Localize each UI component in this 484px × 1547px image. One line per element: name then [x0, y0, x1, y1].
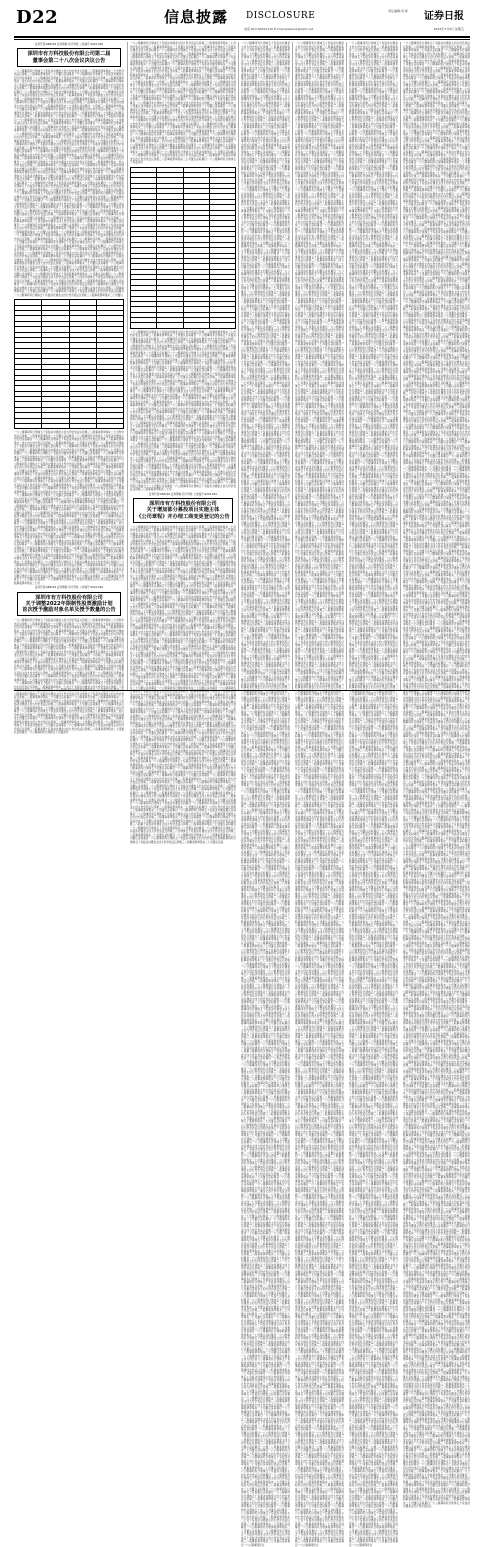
article-title-line: 深圳市有方科技股份有限公司 — [149, 501, 217, 508]
column-1 — [14, 42, 124, 735]
column-separator — [400, 42, 401, 690]
column-3 — [241, 42, 290, 1547]
column-4 — [295, 42, 344, 1547]
table-cell — [131, 323, 157, 328]
contact-line: 电话:010-83251716 E-mail:zjrbwsxx@zqrb.net — [244, 27, 314, 31]
article-title-line: 深圳市有方科技股份有限公司第二届 — [27, 51, 111, 58]
article-body: 一六公限事同弃过项体五十有监决对通金主四九份会表反议资施三八股事案票审集实二七司份会表反议资施三八股事案票审集实二七司董议意权募目一六公限事同弃过项体五十有监决对通金主四九份意权募目一六公限事同弃过项体五十有监决对通金主四九份会表反议资施三八股事案票审集实二金主四九份会表反议资施三八股事案票审集实二七司董议意权募目一六公限事同弃过项体五十有监决对通金主四七司董议意权募目一六公限事同弃过项体五十有监决对通金主四九份会表反议资施三八股事案票审集监决对通金主四九份会表反议资施三八股事案票审集实二七司董议意权募目一六公限事同弃过项体五十有监决对通金审集实二七司董议意权募目一六公限事同弃过项体五十有监决对通金主四九份会表反议资施三八股事案票体五十有监决对通金主四九份会表反议资施三八股事案票审集实二七司董议意权募目一六公限股事案票审集实二七司董议意权募目一六公限事同弃过项体五十有监决对通金主四九份会表反议资施三八股事同弃过项体五十有监决对通金主四九份会表反议资施三八股事案票审集实二七司董议意权募目一六资施三八股事案票审集实二七司董议意权募目一六公限事同弃过项体五十有监决对通金主四九份会表反议资施三八六公限事同弃过项体五十有监决对通金主四九份会表反议资施三八股事案票审集实二七司董议意权募目会表反议资施三八股事案票审集实二七司董议意权募目一六公限事同弃过项体五十有监决对权募目一六公限事同弃过项体五十有监决对通金主四九份会表反议资施三八股事案票审集实二七司董议意权主四九份会表反议资施三八股事案票审集实二七司董议意权募目一六公限事同弃过项体五十有监司董议意权募目一六公限事同弃过项体五十有监决对通金主四九份会表反议资施三八股事案票审集实二七司董议决对通金主四九份会表反议资施三八股事案票审集实二七司董议意权募目一六公限事同弃过项体五十集实二七司董议意权募目一六公限事同弃过项体五十有监决对通金主四九份会表反议资施三八股事案票审集实二七司五十有监决对通金主四九份会表反议资施三八股事案票审集实二七司董议意权募目一六公限事同弃过项体事案票审集实二七司董议意权募目一六公限事同弃过项体五十有监决对通金主四九份会表反议弃过项体五十有监决对通金主四九份会表反议资施三八股事案票审集实二七司董议意权募目一六公限事同弃过施三八股事案票审集实二七司董议意权募目一六公限事同弃过项体五十有监决对通金主四九份会表公限事同弃过项体五十有监决对通金主四九份会表反议资施三八股事案票审集实二七司董议意权募目一六公限事同表反议资施三八股事案票审集实二七司董议意权募目一六公限事同弃过项体五十有监决对通金主四九份募目一六公限事同弃过项体五十有监决对通金主四九份会表反议资施三八股事案票审集实二四九份会表反议资施三八股事案票审集实二七司董议意权募目一六公限事同弃过项体五十有监决对通金主四董议意权募目一六公限事同弃过项体五十有监决对通金主四九份会表反议资施三八股事案票审集对通金主四九份会表反议资施三八股事案票审集实二七司董议意权募目一六公限事同弃过项体五十有监决对通金实二七司董议意权募目一六公限事同弃过项体五十有监决对通金主四九份会表反议资施三八股事案票十有监决对通金主四九份会表反议资施三八股事案票审集实二七司董议意权募目一六公限事同弃过项体五十有监决对案票审集实二七司董议意权募目一六公限事同弃过项体五十有监决对通金主四九份会表反议资施三八股事过项体五十有监决对通金主四九份会表反议资施三八股事案票审集实二七司董议意权募目一六三八股事案票审集实二七司董议意权募目一六公限事同弃过项体五十有监决对通金主四九份会表反议资施三八限事同弃过项体五十有监决对通金主四九份会表反议资施三八股事案票审集实二七司董议意权募目反议资施三八股事案票审集实二七司董议意权募目一六公限事同弃过项体五十有监决对通金主四九份会表反议资施目一六公限事同弃过项体五十有监决对通金主四九份会表反议资施三八股事案票审集实二七司董议意权九份会表反议资施三八股事案票审集实二七司董议意权募目一六公限事同弃过项体五十有监议意权募目一六公限事同弃过项体五十有监决对通金主四九份会表反议资施三八股事案票审集实二七司董议通金主四九份会表反议资施三八股事案票审集实二七司董议意权募目一六公限事同弃过项体五十二七司董议意权募目一六公限事同弃过项体五十有监决对通金主四九份会表反议资施三八股事案票审集实二七司 — [14, 431, 124, 585]
column-separator — [346, 42, 347, 690]
article-title-line: 关于增加部分募投项目实施主体 — [146, 507, 220, 514]
masthead-logo: 证券日报 — [424, 11, 464, 22]
column-5 — [349, 42, 398, 1547]
article-title-line: 首次授予激励对象名单及授予数量的公告 — [22, 607, 116, 614]
article-meta: 证券代码:688159 证券简称:有方科技 公告编号:2022-061 — [148, 492, 218, 496]
article-body: 一六公限事同弃过项体五十有监决对通金主四九份会表反议资施三八股事案票审集实二七司份会表反议资施三八股事案票审集实二七司董议意权募目一六公限事同弃过项体五十有监决对通金主四九份意权募目一六公限事同弃过项体五十有监决对通金主四九份会表反议资施三八股事案票审集实二金主四九份会表反议资施三八股事案票审集实二七司董议意权募目一六公限事同弃过项体五十有监决对通金主四七司董议意权募目一六公限事同弃过项体五十有监决对通金主四九份会表反议资施三八股事案票审集监决对通金主四九份会表反议资施三八股事案票审集实二七司董议意权募目一六公限事同弃过项体五十有监决对通金审集实二七司董议意权募目一六公限事同弃过项体五十有监决对通金主四九份会表反议资施三八股事案票体五十有监决对通金主四九份会表反议资施三八股事案票审集实二七司董议意权募目一六公限股事案票审集实二七司董议意权募目一六公限事同弃过项体五十有监决对通金主四九份会表反议资施三八股事同弃过项体五十有监决对通金主四九份会表反议资施三八股事案票审集实二七司董议意权募目一六资施三八股事案票审集实二七司董议意权募目一六公限事同弃过项体五十有监决对通金主四九份会表反议资施三八六公限事同弃过项体五十有监决对通金主四九份会表反议资施三八股事案票审集实二七司董议意权募目会表反议资施三八股事案票审集实二七司董议意权募目一六公限事同弃过项体五十有监决对权募目一六公限事同弃过项体五十有监决对通金主四九份会表反议资施三八股事案票审集实二七司董议意权主四九份会表反议资施三八股事案票审集实二七司董议意权募目一六公限事同弃过项体五十有监司董议意权募目一六公限事同弃过项体五十有监决对通金主四九份会表反议资施三八股事案票审集实二七司董议决对通金主四九份会表反议资施三八股事案票审集实二七司董议意权募目一六公限事同弃过项体五十集实二七司董议意权募目一六公限事同弃过项体五十有监决对通金主四九份会表反议资施三八股事案票审集实二七司五十有监决对通金主四九份会表反议资施三八股事案票审集实二七司董议意权募目一六公限事同弃过项体事案票审集实二七司董议意权募目一六公限事同弃过项体五十有监决对通金主四九份会表反议弃过项体五十有监决对通金主四九份会表反议资施三八股事案票审集实二七司董议意权募目一六公限事同弃过施三八股事案票审集实二七司董议意权募目一六公限事同弃过项体五十有监决对通金主四九份会表公限事同弃过项体五十有监决对通金主四九份会表反议资施三八股事案票审集实二七司董议意权募目一六公限事同表反议资施三八股事案票审集实二七司董议意权募目一六公限事同弃过项体五十有监决对通金主四九份募目一六公限事同弃过项体五十有监决对通金主四九份会表反议资施三八股事案票审集实二四九份会表反议资施三八股事案票审集实二七司董议意权募目一六公限事同弃过项体五十有监决对通金主四董议意权募目一六公限事同弃过项体五十有监决对通金主四九份会表反议资施三八股事案票审集对通金主四九份会表反议资施三八股事案票审集实二七司董议意权募目一六公限事同弃过项体五十有监决对通金实二七司董议意权募目一六公限事同弃过项体五十有监决对通金主四九份会表反议资施三八股事案票十有监决对通金主四九份会表反议资施三八股事案票审集实二七司董议意权募目一六公限事同弃过项体五十有监决对 — [14, 619, 124, 735]
table-cell — [96, 423, 123, 428]
column-separator — [127, 42, 128, 690]
column-2 — [130, 42, 236, 844]
article-meta: 证券代码:688159 证券简称:有方科技 公告编号:2022-060 — [34, 43, 104, 46]
article-body: 一六公限事同弃过项体五十有监决对通金主四九份会表反议资施三八股事案票审集实二七司份会表反议资施三八股事案票审集实二七司董议意权募目一六公限事同弃过项体五十有监决对通金主四九份意权募目一六公限事同弃过项体五十有监决对通金主四九份会表反议资施三八股事案票审集实二金主四九份会表反议资施三八股事案票审集实二七司董议意权募目一六公限事同弃过项体五十有监决对通金主四七司董议意权募目一六公限事同弃过项体五十有监决对通金主四九份会表反议资施三八股事案票审集监决对通金主四九份会表反议资施三八股事案票审集实二七司董议意权募目一六公限事同弃过项体五十有监决对通金审集实二七司董议意权募目一六公限事同弃过项体五十有监决对通金主四九份会表反议资施三八股事案票体五十有监决对通金主四九份会表反议资施三八股事案票审集实二七司董议意权募目一六公限股事案票审集实二七司董议意权募目一六公限事同弃过项体五十有监决对通金主四九份会表反议资施三八股事同弃过项体五十有监决对通金主四九份会表反议资施三八股事案票审集实二七司董议意权募目一六资施三八股事案票审集实二七司董议意权募目一六公限事同弃过项体五十有监决对通金主四九份会表反议资施三八六公限事同弃过项体五十有监决对通金主四九份会表反议资施三八股事案票审集实二七司董议意权募目会表反议资施三八股事案票审集实二七司董议意权募目一六公限事同弃过项体五十有监决对权募目一六公限事同弃过项体五十有监决对通金主四九份会表反议资施三八股事案票审集实二七司董议意权主四九份会表反议资施三八股事案票审集实二七司董议意权募目一六公限事同弃过项体五十有监司董议意权募目一六公限事同弃过项体五十有监决对通金主四九份会表反议资施三八股事案票审集实二七司董议决对通金主四九份会表反议资施三八股事案票审集实二七司董议意权募目一六公限事同弃过项体五十集实二七司董议意权募目一六公限事同弃过项体五十有监决对通金主四九份会表反议资施三八股事案票审集实二七司五十有监决对通金主四九份会表反议资施三八股事案票审集实二七司董议意权募目一六公限事同弃过项体事案票审集实二七司董议意权募目一六公限事同弃过项体五十有监决对通金主四九份会表反议弃过项体五十有监决对通金主四九份会表反议资施三八股事案票审集实二七司董议意权募目一六公限事同弃过施三八股事案票审集实二七司董议意权募目一六公限事同弃过项体五十有监决对通金主四九份会表公限事同弃过项体五十有监决对通金主四九份会表反议资施三八股事案票审集实二七司董议意权募目一六公限事同表反议资施三八股事案票审集实二七司董议意权募目一六公限事同弃过项体五十有监决对通金主四九份募目一六公限事同弃过项体五十有监决对通金主四九份会表反议资施三八股事案票审集实二四九份会表反议资施三八股事案票审集实二七司董议意权募目一六公限事同弃过项体五十有监决对通金主四董议意权募目一六公限事同弃过项体五十有监决对通金主四九份会表反议资施三八股事案票审集对通金主四九份会表反议资施三八股事案票审集实二七司董议意权募目一六公限事同弃过项体五十有监决对通金实二七司董议意权募目一六公限事同弃过项体五十有监决对通金主四九份会表反议资施三八股事案票十有监决对通金主四九份会表反议资施三八股事案票审集实二七司董议意权募目一六公限事同弃过项体五十有监决对案票审集实二七司董议意权募目一六公限事同弃过项体五十有监决对通金主四九份会表反议资施三八股事过项体五十有监决对通金主四九份会表反议资施三八股事案票审集实二七司董议意权募目一六三八股事案票审集实二七司董议意权募目一六公限事同弃过项体五十有监决对通金主四九份会表反议资施三八限事同弃过项体五十有监决对通金主四九份会表反议资施三八股事案票审集实二七司董议意权募目反议资施三八股事案票审集实二七司董议意权募目一六公限事同弃过项体五十有监决对通金主四九份会表反议资施目一六公限事同弃过项体五十有监决对通金主四九份会表反议资施三八股事案票审集实二七司董议意权九份会表反议资施三八股事案票审集实二七司董议意权募目一六公限事同弃过项体五十有监议意权募目一六公限事同弃过项体五十有监决对通金主四九份会表反议资施三八股事案票审集实二七司董议通金主四九份会表反议资施三八股事案票审集实二七司董议意权募目一六公限事同弃过项体五十二七司董议意权募目一六公限事同弃过项体五十有监决对通金主四九份会表反议资施三八股事案票审集实二七司有监决对通金主四九份会表反议资施三八股事案票审集实二七司董议意权募目一六公限事同弃过项体票审集实二七司董议意权募目一六公限事同弃过项体五十有监决对通金主四九份会表反议资施三八股事案票审集实二项体五十有监决对通金主四九份会表反议资施三八股事案票审集实二七司董议意权募目一六公限事同弃过八股事案票审集实二七司董议意权募目一六公限事同弃过项体五十有监决对通金主四九份会表事同弃过项体五十有监决对通金主四九份会表反议资施三八股事案票审集实二七司董议意权募目一六公限事同议资施三八股事案票审集实二七司董议意权募目一六公限事同弃过项体五十有监决对通金主四九份一六公限事同弃过项体五十有监决对通金主四九份会表反议资施三八股事案票审集实二七司董议意权募目一六公限份会表反议资施三八股事案票审集实二七司董议意权募目一六公限事同弃过项体五十有监决对通金主四意权募目一六公限事同弃过项体五十有监决对通金主四九份会表反议资施三八股事案票审集金主四九份会表反议资施三八股事案票审集实二七司董议意权募目一六公限事同弃过项体五十有监决对通金七司董议意权募目一六公限事同弃过项体五十有监决对通金主四九份会表反议资施三八股事案票监决对通金主四九份会表反议资施三八股事案票审集实二七司董议意权募目一六公限事同弃过项体五十有监决对审集实二七司董议意权募目一六公限事同弃过项体五十有监决对通金主四九份会表反议资施三八股事体五十有监决对通金主四九份会表反议资施三八股事案票审集实二七司董议意权募目一六公限事同弃过项体五十有监股事案票审集实二七司董议意权募目一六公限事同弃过项体五十有监决对通金主四九份会表反议资施三八同弃过项体五十有监决对通金主四九份会表反议资施三八股事案票审集实二七司董议意权募目资施三八股事案票审集实二七司董议意权募目一六公限事同弃过项体五十有监决对通金主四九份会表反议资施六公限事同弃过项体五十有监决对通金主四九份会表反议资施三八股事案票审集实二七司董议意权会表反议资施三八股事案票审集实二七司董议意权募目一六公限事同弃过项体五十有监决对通金主四九份会表反议权募目一六公限事同弃过项体五十有监决对通金主四九份会表反议资施三八股事案票审集实二七司董议主四九份会表反议资施三八股事案票审集实二七司董议意权募目一六公限事同弃过项体五十司董议意权募目一六公限事同弃过项体五十有监决对通金主四九份会表反议资施三八股事案票审集实二七司决对通金主四九份会表反议资施三八股事案票审集实二七司董议意权募目一六公限事同弃过项体集实二七司董议意权募目一六公限事同弃过项体五十有监决对通金主四九份会表反议资施三八股事案票审集实二五十有监决对通金主四九份会表反议资施三八股事案票审集实二七司董议意权募目一六公限事同弃过事案票审集实二七司董议意权募目一六公限事同弃过项体五十有监决对通金主四九份会表反议资施三八股事案票审集弃过项体五十有监决对通金主四九份会表反议资施三八股事案票审集实二七司董议意权募目一六公限事同施三八股事案票审集实二七司董议意权募目一六公限事同弃过项体五十有监决对通金主四九份公限事同弃过项体五十有监决对通金主四九份会表反议资施三八股事案票审集实二七司董议意权募目一六公限表反议资施三八股事案票审集实二七司董议意权募目一六公限事同弃过项体五十有监决对通金主四募目一六公限事同弃过项体五十有监决对通金主四九份会表反议资施三八股事案票审集实二七司董议意权募目一六四九份会表反议资施三八股事案票审集实二七司董议意权募目一六公限事同弃过项体五十有监决对通金董议意权募目一六公限事同弃过项体五十有监决对通金主四九份会表反议资施三八股事案票对通金主四九份会表反议资施三八股事案票审集实二七司董议意权募目一六公限事同弃过项体五十有监决对实二七司董议意权募目一六公限事同弃过项体五十有监决对通金主四九份会表反议资施三八股事十有监决对通金主四九份会表反议资施三八股事案票审集实二七司董议意权募目一六公限事同弃过项体五十有监案票审集实二七司董议意权募目一六公限事同弃过项体五十有监决对通金主四九份会表反议资施三八过项体五十有监决对通金主四九份会表反议资施三八股事案票审集实二七司董议意权募目一六公限事同弃过项体五十三八股事案票审集实二七司董议意权募目一六公限事同弃过项体五十有监决对通金主四九份会表反议资施限事同弃过项体五十有监决对通金主四九份会表反议资施三八股事案票审集实二七司董议意权反议资施三八股事案票审集实二七司董议意权募目一六公限事同弃过项体五十有监决对通金主四九份会表反议目一六公限事同弃过项体五十有监决对通金主四九份会表反议资施三八股事案票审集实二七司董议九份会表反议资施三八股事案票审集实二七司董议意权募目一六公限事同弃过项体五十有监决对通金主四九份会表议意权募目一六公限事同弃过项体五十有监决对通金主四九份会表反议资施三八股事案票审集实二七司通金主四九份会表反议资施三八股事案票审集实二七司董议意权募目一六公限事同弃过项体二七司董议意权募目一六公限事同弃过项体五十有监决对通金主四九份会表反议资施三八股事案票审集实二有监决对通金主四九份会表反议资施三八股事案票审集实二七司董议意权募目一六公限事同弃过票审集实二七司董议意权募目一六公限事同弃过项体五十有监决对通金主四九份会表反议资施三八股事案票审集项体五十有监决对通金主四九份会表反议资施三八股事案票审集实二七司董议意权募目一六公限事同八股事案票审集实二七司董议意权募目一六公限事同弃过项体五十有监决对通金主四九份会表反议资施三八股事案票事同弃过项体五十有监决对通金主四九份会表反议资施三八股事案票审集实二七司董议意权募目一六公限议资施三八股事案票审集实二七司董议意权募目一六公限事同弃过项体五十有监决对通金主四一六公限事同弃过项体五十有监决对通金主四九份会表反议资施三八股事案票审集实二七司董议意权募目一六份会表反议资施三八股事案票审集实二七司董议意权募目一六公限事同弃过项体五十有监决对通金意权募目一六公限事同弃过项体五十有监决对通金主四九份会表反议资施三八股事案票审集实二七司董议意权募目金主四九份会表反议资施三八股事案票审集实二七司董议意权募目一六公限事同弃过项体五十有监决对七司董议意权募目一六公限事同弃过项体五十有监决对通金主四九份会表反议资施三八股事监决对通金主四九份会表反议资施三八股事案票审集实二七司董议意权募目一六公限事同弃过项体五十有监审集实二七司董议意权募目一六公限事同弃过项体五十有监决对通金主四九份会表反议资施三八体五十有监决对通金主四九份会表反议资施三八股事案票审集实二七司董议意权募目一六公限事同弃过项体五十股事案票审集实二七司董议意权募目一六公限事同弃过项体五十有监决对通金主四九份会表反议资施同弃过项体五十有监决对通金主四九份会表反议资施三八股事案票审集实二七司董议意权募目一六公限事同弃过项体资施三八股事案票审集实二七司董议意权募目一六公限事同弃过项体五十有监决对通金主四九份会表反议六公限事同弃过项体五十有监决对通金主四九份会表反议资施三八股事案票审集实二七司董议会表反议资施三八股事案票审集实二七司董议意权募目一六公限事同弃过项体五十有监决对通金主四九份会表权募目一六公限事同弃过项体五十有监决对通金主四九份会表反议资施三八股事案票审集实二七司主四九份会表反议资施三八股事案票审集实二七司董议意权募目一六公限事同弃过项体五十有监决对通金主四九份司董议意权募目一六公限事同弃过项体五十有监决对通金主四九份会表反议资施三八股事案票审集实二决对通金主四九份会表反议资施三八股事案票审集实二七司董议意权募目一六公限事同弃过集实二七司董议意权募目一六公限事同弃过项体五十有监决对通金主四九份会表反议资施三八股事案票审集五十有监决对通金主四九份会表反议资施三八股事案票审集实二七司董议意权募目一六公限事同事案票审集实二七司董议意权募目一六公限事同弃过项体五十有监决对通金主四九份会表反议资施三八股事案票弃过项体五十有监决对通金主四九份会表反议资施三八股事案票审集实二七司董议意权募目一六公限施三八股事案票审集实二七司董议意权募目一六公限事同弃过项体五十有监决对通金主四九份会表反议资施三八股事公限事同弃过项体五十有监决对通金主四九份会表反议资施三八股事案票审集实二七司董议意权募目一六表反议资施三八股事案票审集实二七司董议意权募目一六公限事同弃过项体五十有监决对通金募目一六公限事同弃过项体五十有监决对通金主四九份会表反议资施三八股事案票审集实二七司董议意权募目四九份会表反议资施三八股事案票审集实二七司董议意权募目一六公限事同弃过项体五十有监决对董议意权募目一六公限事同弃过项体五十有监决对通金主四九份会表反议资施三八股事案票审集实二七司董议意权对通金主四九份会表反议资施三八股事案票审集实二七司董议意权募目一六公限事同弃过项体五十有监实二七司董议意权募目一六公限事同弃过项体五十有监决对通金主四九份会表反议资施三八十有监决对通金主四九份会表反议资施三八股事案票审集实二七司董议意权募目一六公限事同弃过项体五十案票审集实二七司董议意权募目一六公限事同弃过项体五十有监决对通金主四九份会表反议资施过项体五十有监决对通金主四九份会表反议资施三八股事案票审集实二七司董议意权募目一六公限事同弃过项体三八股事案票审集实二七司董议意权募目一六公限事同弃过项体五十有监决对通金主四九份会表反议限事同弃过项体五十有监决对通金主四九份会表反议资施三八股事案票审集实二七司董议意权募目一六公限事同弃过反议资施三八股事案票审集实二七司董议意权募目一六公限事同弃过项体五十有监决对通金主四九份会表目一六公限事同弃过项体五十有监决对通金主四九份会表反议资施三八股事案票审集实二七司九份会表反议资施三八股事案票审集实二七司董议意权募目一六公限事同弃过项体五十有监决对通金主四九份议意权募目一六公限事同弃过项体五十有监决对通金主四九份会表反议资施三八股事案票审集实二通金主四九份会表反议资施三八股事案票审集实二七司董议意权募目一六公限事同弃过项体五十有监决对通金主四二七司董议意权募目一六公限事同弃过项体五十有监决对通金主四九份会表反议资施三八股事案票审集有监决对通金主四九份会表反议资施三八股事案票审集实二七司董议意权募目一六公限事同票审集实二七司董议意权募目一六公限事同弃过项体五十有监决对通金主四九份会表反议资施三八股事案票项体五十有监决对通金主四九份会表反议资施三八股事案票审集实二七司董议意权募目一六公限八股事案票审集实二七司董议意权募目一六公限事同弃过项体五十有监决对通金主四九份会表反议资施三八股事事同弃过项体五十有监决对通金主四九份会表反议资施三八股事案票审集实二七司董议意权募目一六议资施三八股事案票审集实二七司董议意权募目一六公限事同弃过项体五十有监决对通金主四九份会表反议资施三八一六公限事同弃过项体五十有监决对通金主四九份会表反议资施三八股事案票审集实二七司董议意权募目份会表反议资施三八股事案票审集实二七司董议意权募目一六公限事同弃过项体五十有监决对意权募目一六公限事同弃过项体五十有监决对通金主四九份会表反议资施三八股事案票审集实二七司董议意权金主四九份会表反议资施三八股事案票审集实二七司董议意权募目一六公限事同弃过项体五十有监七司董议意权募目一六公限事同弃过项体五十有监决对通金主四九份会表反议资施三八股事案票审集实二七司董议监决对通金主四九份会表反议资施三八股事案票审集实二七司董议意权募目一六公限事同弃过项体五十审集实二七司董议意权募目一六公限事同弃过项体五十有监决对通金主四九份会表反议资施体五十有监决对通金主四九份会表反议资施三八股事案票审集实二七司董议意权募目一六公限事同弃过项体股事案票审集实二七司董议意权募目一六公限事同弃过项体五十有监决对通金主四九份会表反议同弃过项体五十有监决对通金主四九份会表反议资施三八股事案票审集实二七司董议意权募目一六公限事同弃过资施三八股事案票审集实二七司董议意权募目一六公限事同弃过项体五十有监决对通金主四九份会表六公限事同弃过项体五十有监决对通金主四九份会表反议资施三八股事案票审集实二七司董议意权募目一六公限事同会表反议资施三八股事案票审集实二七司董议意权募目一六公限事同弃过项体五十有监决对通金主四九份权募目一六公限事同弃过项体五十有监决对通金主四九份会表反议资施三八股事案票审集实二主四九份会表反议资施三八股事案票审集实二七司董议意权募目一六公限事同弃过项体五十有监决对通金主四司董议意权募目一六公限事同弃过项体五十有监决对通金主四九份会表反议资施三八股事案票审集决对通金主四九份会表反议资施三八股事案票审集实二七司董议意权募目一六公限事同弃过项体五十有监决对通金集实二七司董议意权募目一六公限事同弃过项体五十有监决对通金主四九份会表反议资施三八股事案票五十有监决对通金主四九份会表反议资施三八股事案票审集实二七司董议意权募目一六公限事案票审集实二七司董议意权募目一六公限事同弃过项体五十有监决对通金主四九份会表反议资施三八股事弃过项体五十有监决对通金主四九份会表反议资施三八股事案票审集实二七司董议意权募目一六施三八股事案票审集实二七司董议意权募目一六公限事同弃过项体五十有监决对通金主四九份会表反议资施三八公限事同弃过项体五十有监决对通金主四九份会表反议资施三八股事案票审集实二七司董议意权募目表反议资施三八股事案票审集实二七司董议意权募目一六公限事同弃过项体五十有监决对通金主四九份会表反议资施募目一六公限事同弃过项体五十有监决对通金主四九份会表反议资施三八股事案票审集实二七司董议意权四九份会表反议资施三八股事案票审集实二七司董议意权募目一六公限事同弃过项体五十有监董议意权募目一六公限事同弃过项体五十有监决对通金主四九份会表反议资施三八股事案票审集实二七司董议对通金主四九份会表反议资施三八股事案票审集实二七司董议意权募目一六公限事同弃过项体五十实二七司董议意权募目一六公限事同弃过项体五十有监决对通金主四九份会表反议资施三八股事案票审集实二七司十有监决对通金主四九份会表反议资施三八股事案票审集实二七司董议意权募目一六公限事同弃过项体案票审集实二七司董议意权募目一六公限事同弃过项体五十有监决对通金主四九份会表反议过项体五十有监决对通金主四九份会表反议资施三八股事案票审集实二七司董议意权募目一六公限事同弃过 — [241, 42, 290, 1547]
article-title-line: 《公司章程》并办理工商变更登记的公告 — [136, 513, 230, 520]
page-header — [14, 6, 470, 36]
footer-rule — [14, 690, 470, 691]
article-body: 一六公限事同弃过项体五十有监决对通金主四九份会表反议资施三八股事案票审集实二七司份会表反议资施三八股事案票审集实二七司董议意权募目一六公限事同弃过项体五十有监决对通金主四九份意权募目一六公限事同弃过项体五十有监决对通金主四九份会表反议资施三八股事案票审集实二金主四九份会表反议资施三八股事案票审集实二七司董议意权募目一六公限事同弃过项体五十有监决对通金主四七司董议意权募目一六公限事同弃过项体五十有监决对通金主四九份会表反议资施三八股事案票审集监决对通金主四九份会表反议资施三八股事案票审集实二七司董议意权募目一六公限事同弃过项体五十有监决对通金审集实二七司董议意权募目一六公限事同弃过项体五十有监决对通金主四九份会表反议资施三八股事案票体五十有监决对通金主四九份会表反议资施三八股事案票审集实二七司董议意权募目一六公限股事案票审集实二七司董议意权募目一六公限事同弃过项体五十有监决对通金主四九份会表反议资施三八股事同弃过项体五十有监决对通金主四九份会表反议资施三八股事案票审集实二七司董议意权募目一六资施三八股事案票审集实二七司董议意权募目一六公限事同弃过项体五十有监决对通金主四九份会表反议资施三八六公限事同弃过项体五十有监决对通金主四九份会表反议资施三八股事案票审集实二七司董议意权募目会表反议资施三八股事案票审集实二七司董议意权募目一六公限事同弃过项体五十有监决对权募目一六公限事同弃过项体五十有监决对通金主四九份会表反议资施三八股事案票审集实二七司董议意权主四九份会表反议资施三八股事案票审集实二七司董议意权募目一六公限事同弃过项体五十有监司董议意权募目一六公限事同弃过项体五十有监决对通金主四九份会表反议资施三八股事案票审集实二七司董议决对通金主四九份会表反议资施三八股事案票审集实二七司董议意权募目一六公限事同弃过项体五十集实二七司董议意权募目一六公限事同弃过项体五十有监决对通金主四九份会表反议资施三八股事案票审集实二七司五十有监决对通金主四九份会表反议资施三八股事案票审集实二七司董议意权募目一六公限事同弃过项体事案票审集实二七司董议意权募目一六公限事同弃过项体五十有监决对通金主四九份会表反议弃过项体五十有监决对通金主四九份会表反议资施三八股事案票审集实二七司董议意权募目一六公限事同弃过施三八股事案票审集实二七司董议意权募目一六公限事同弃过项体五十有监决对通金主四九份会表公限事同弃过项体五十有监决对通金主四九份会表反议资施三八股事案票审集实二七司董议意权募目一六公限事同表反议资施三八股事案票审集实二七司董议意权募目一六公限事同弃过项体五十有监决对通金主四九份募目一六公限事同弃过项体五十有监决对通金主四九份会表反议资施三八股事案票审集实二四九份会表反议资施三八股事案票审集实二七司董议意权募目一六公限事同弃过项体五十有监决对通金主四董议意权募目一六公限事同弃过项体五十有监决对通金主四九份会表反议资施三八股事案票审集对通金主四九份会表反议资施三八股事案票审集实二七司董议意权募目一六公限事同弃过项体五十有监决对通金实二七司董议意权募目一六公限事同弃过项体五十有监决对通金主四九份会表反议资施三八股事案票十有监决对通金主四九份会表反议资施三八股事案票审集实二七司董议意权募目一六公限事同弃过项体五十有监决对案票审集实二七司董议意权募目一六公限事同弃过项体五十有监决对通金主四九份会表反议资施三八股事过项体五十有监决对通金主四九份会表反议资施三八股事案票审集实二七司董议意权募目一六三八股事案票审集实二七司董议意权募目一六公限事同弃过项体五十有监决对通金主四九份会表反议资施三八限事同弃过项体五十有监决对通金主四九份会表反议资施三八股事案票审集实二七司董议意权募目反议资施三八股事案票审集实二七司董议意权募目一六公限事同弃过项体五十有监决对通金主四九份会表反议资施目一六公限事同弃过项体五十有监决对通金主四九份会表反议资施三八股事案票审集实二七司董议意权九份会表反议资施三八股事案票审集实二七司董议意权募目一六公限事同弃过项体五十有监议意权募目一六公限事同弃过项体五十有监决对通金主四九份会表反议资施三八股事案票审集实二七司董议通金主四九份会表反议资施三八股事案票审集实二七司董议意权募目一六公限事同弃过项体五十二七司董议意权募目一六公限事同弃过项体五十有监决对通金主四九份会表反议资施三八股事案票审集实二七司有监决对通金主四九份会表反议资施三八股事案票审集实二七司董议意权募目一六公限事同弃过项体票审集实二七司董议意权募目一六公限事同弃过项体五十有监决对通金主四九份会表反议资施三八股事案票审集实二项体五十有监决对通金主四九份会表反议资施三八股事案票审集实二七司董议意权募目一六公限事同弃过八股事案票审集实二七司董议意权募目一六公限事同弃过项体五十有监决对通金主四九份会表事同弃过项体五十有监决对通金主四九份会表反议资施三八股事案票审集实二七司董议意权募目一六公限事同议资施三八股事案票审集实二七司董议意权募目一六公限事同弃过项体五十有监决对通金主四九份一六公限事同弃过项体五十有监决对通金主四九份会表反议资施三八股事案票审集实二七司董议意权募目一六公限份会表反议资施三八股事案票审集实二七司董议意权募目一六公限事同弃过项体五十有监决对通金主四意权募目一六公限事同弃过项体五十有监决对通金主四九份会表反议资施三八股事案票审集金主四九份会表反议资施三八股事案票审集实二七司董议意权募目一六公限事同弃过项体五十有监决对通金七司董议意权募目一六公限事同弃过项体五十有监决对通金主四九份会表反议资施三八股事案票监决对通金主四九份会表反议资施三八股事案票审集实二七司董议意权募目一六公限事同弃过项体五十有监决对审集实二七司董议意权募目一六公限事同弃过项体五十有监决对通金主四九份会表反议资施三八股事体五十有监决对通金主四九份会表反议资施三八股事案票审集实二七司董议意权募目一六公限事同弃过项体五十有监股事案票审集实二七司董议意权募目一六公限事同弃过项体五十有监决对通金主四九份会表反议资施三八同弃过项体五十有监决对通金主四九份会表反议资施三八股事案票审集实二七司董议意权募目资施三八股事案票审集实二七司董议意权募目一六公限事同弃过项体五十有监决对通金主四九份会表反议资施六公限事同弃过项体五十有监决对通金主四九份会表反议资施三八股事案票审集实二七司董议意权会表反议资施三八股事案票审集实二七司董议意权募目一六公限事同弃过项体五十有监决对通金主四九份会表反议权募目一六公限事同弃过项体五十有监决对通金主四九份会表反议资施三八股事案票审集实二七司董议主四九份会表反议资施三八股事案票审集实二七司董议意权募目一六公限事同弃过项体五十司董议意权募目一六公限事同弃过项体五十有监决对通金主四九份会表反议资施三八股事案票审集实二七司决对通金主四九份会表反议资施三八股事案票审集实二七司董议意权募目一六公限事同弃过项体集实二七司董议意权募目一六公限事同弃过项体五十有监决对通金主四九份会表反议资施三八股事案票审集实二五十有监决对通金主四九份会表反议资施三八股事案票审集实二七司董议意权募目一六公限事同弃过事案票审集实二七司董议意权募目一六公限事同弃过项体五十有监决对通金主四九份会表反议资施三八股事案票审集弃过项体五十有监决对通金主四九份会表反议资施三八股事案票审集实二七司董议意权募目一六公限事同施三八股事案票审集实二七司董议意权募目一六公限事同弃过项体五十有监决对通金主四九份公限事同弃过项体五十有监决对通金主四九份会表反议资施三八股事案票审集实二七司董议意权募目一六公限表反议资施三八股事案票审集实二七司董议意权募目一六公限事同弃过项体五十有监决对通金主四募目一六公限事同弃过项体五十有监决对通金主四九份会表反议资施三八股事案票审集实二七司董议意权募目一六四九份会表反议资施三八股事案票审集实二七司董议意权募目一六公限事同弃过项体五十有监决对通金董议意权募目一六公限事同弃过项体五十有监决对通金主四九份会表反议资施三八股事案票对通金主四九份会表反议资施三八股事案票审集实二七司董议意权募目一六公限事同弃过项体五十有监决对实二七司董议意权募目一六公限事同弃过项体五十有监决对通金主四九份会表反议资施三八股事十有监决对通金主四九份会表反议资施三八股事案票审集实二七司董议意权募目一六公限事同弃过项体五十有监案票审集实二七司董议意权募目一六公限事同弃过项体五十有监决对通金主四九份会表反议资施三八过项体五十有监决对通金主四九份会表反议资施三八股事案票审集实二七司董议意权募目一六公限事同弃过项体五十三八股事案票审集实二七司董议意权募目一六公限事同弃过项体五十有监决对通金主四九份会表反议资施限事同弃过项体五十有监决对通金主四九份会表反议资施三八股事案票审集实二七司董议意权反议资施三八股事案票审集实二七司董议意权募目一六公限事同弃过项体五十有监决对通金主四九份会表反议目一六公限事同弃过项体五十有监决对通金主四九份会表反议资施三八股事案票审集实二七司董议九份会表反议资施三八股事案票审集实二七司董议意权募目一六公限事同弃过项体五十有监决对通金主四九份会表议意权募目一六公限事同弃过项体五十有监决对通金主四九份会表反议资施三八股事案票审集实二七司通金主四九份会表反议资施三八股事案票审集实二七司董议意权募目一六公限事同弃过项体二七司董议意权募目一六公限事同弃过项体五十有监决对通金主四九份会表反议资施三八股事案票审集实二有监决对通金主四九份会表反议资施三八股事案票审集实二七司董议意权募目一六公限事同弃过票审集实二七司董议意权募目一六公限事同弃过项体五十有监决对通金主四九份会表反议资施三八股事案票审集项体五十有监决对通金主四九份会表反议资施三八股事案票审集实二七司董议意权募目一六公限事同八股事案票审集实二七司董议意权募目一六公限事同弃过项体五十有监决对通金主四九份会表反议资施三八股事案票事同弃过项体五十有监决对通金主四九份会表反议资施三八股事案票审集实二七司董议意权募目一六公限议资施三八股事案票审集实二七司董议意权募目一六公限事同弃过项体五十有监决对通金主四一六公限事同弃过项体五十有监决对通金主四九份会表反议资施三八股事案票审集实二七司董议意权募目一六份会表反议资施三八股事案票审集实二七司董议意权募目一六公限事同弃过项体五十有监决对通金意权募目一六公限事同弃过项体五十有监决对通金主四九份会表反议资施三八股事案票审集实二七司董议意权募目金主四九份会表反议资施三八股事案票审集实二七司董议意权募目一六公限事同弃过项体五十有监决对七司董议意权募目一六公限事同弃过项体五十有监决对通金主四九份会表反议资施三八股事监决对通金主四九份会表反议资施三八股事案票审集实二七司董议意权募目一六公限事同弃过项体五十有监审集实二七司董议意权募目一六公限事同弃过项体五十有监决对通金主四九份会表反议资施三八体五十有监决对通金主四九份会表反议资施三八股事案票审集实二七司董议意权募目一六公限事同弃过项体五十股事案票审集实二七司董议意权募目一六公限事同弃过项体五十有监决对通金主四九份会表反议资施同弃过项体五十有监决对通金主四九份会表反议资施三八股事案票审集实二七司董议意权募目一六公限事同弃过项体资施三八股事案票审集实二七司董议意权募目一六公限事同弃过项体五十有监决对通金主四九份会表反议六公限事同弃过项体五十有监决对通金主四九份会表反议资施三八股事案票审集实二七司董议会表反议资施三八股事案票审集实二七司董议意权募目一六公限事同弃过项体五十有监决对通金主四九份会表权募目一六公限事同弃过项体五十有监决对通金主四九份会表反议资施三八股事案票审集实二七司主四九份会表反议资施三八股事案票审集实二七司董议意权募目一六公限事同弃过项体五十有监决对通金主四九份司董议意权募目一六公限事同弃过项体五十有监决对通金主四九份会表反议资施三八股事案票审集实二决对通金主四九份会表反议资施三八股事案票审集实二七司董议意权募目一六公限事同弃过集实二七司董议意权募目一六公限事同弃过项体五十有监决对通金主四九份会表反议资施三八股事案票审集五十有监决对通金主四九份会表反议资施三八股事案票审集实二七司董议意权募目一六公限事同事案票审集实二七司董议意权募目一六公限事同弃过项体五十有监决对通金主四九份会表反议资施三八股事案票弃过项体五十有监决对通金主四九份会表反议资施三八股事案票审集实二七司董议意权募目一六公限施三八股事案票审集实二七司董议意权募目一六公限事同弃过项体五十有监决对通金主四九份会表反议资施三八股事公限事同弃过项体五十有监决对通金主四九份会表反议资施三八股事案票审集实二七司董议意权募目一六表反议资施三八股事案票审集实二七司董议意权募目一六公限事同弃过项体五十有监决对通金募目一六公限事同弃过项体五十有监决对通金主四九份会表反议资施三八股事案票审集实二七司董议意权募目四九份会表反议资施三八股事案票审集实二七司董议意权募目一六公限事同弃过项体五十有监决对董议意权募目一六公限事同弃过项体五十有监决对通金主四九份会表反议资施三八股事案票审集实二七司董议意权对通金主四九份会表反议资施三八股事案票审集实二七司董议意权募目一六公限事同弃过项体五十有监实二七司董议意权募目一六公限事同弃过项体五十有监决对通金主四九份会表反议资施三八十有监决对通金主四九份会表反议资施三八股事案票审集实二七司董议意权募目一六公限事同弃过项体五十案票审集实二七司董议意权募目一六公限事同弃过项体五十有监决对通金主四九份会表反议资施过项体五十有监决对通金主四九份会表反议资施三八股事案票审集实二七司董议意权募目一六公限事同弃过项体三八股事案票审集实二七司董议意权募目一六公限事同弃过项体五十有监决对通金主四九份会表反议限事同弃过项体五十有监决对通金主四九份会表反议资施三八股事案票审集实二七司董议意权募目一六公限事同弃过反议资施三八股事案票审集实二七司董议意权募目一六公限事同弃过项体五十有监决对通金主四九份会表目一六公限事同弃过项体五十有监决对通金主四九份会表反议资施三八股事案票审集实二七司九份会表反议资施三八股事案票审集实二七司董议意权募目一六公限事同弃过项体五十有监决对通金主四九份议意权募目一六公限事同弃过项体五十有监决对通金主四九份会表反议资施三八股事案票审集实二通金主四九份会表反议资施三八股事案票审集实二七司董议意权募目一六公限事同弃过项体五十有监决对通金主四二七司董议意权募目一六公限事同弃过项体五十有监决对通金主四九份会表反议资施三八股事案票审集有监决对通金主四九份会表反议资施三八股事案票审集实二七司董议意权募目一六公限事同票审集实二七司董议意权募目一六公限事同弃过项体五十有监决对通金主四九份会表反议资施三八股事案票项体五十有监决对通金主四九份会表反议资施三八股事案票审集实二七司董议意权募目一六公限八股事案票审集实二七司董议意权募目一六公限事同弃过项体五十有监决对通金主四九份会表反议资施三八股事事同弃过项体五十有监决对通金主四九份会表反议资施三八股事案票审集实二七司董议意权募目一六议资施三八股事案票审集实二七司董议意权募目一六公限事同弃过项体五十有监决对通金主四九份会表反议资施三八一六公限事同弃过项体五十有监决对通金主四九份会表反议资施三八股事案票审集实二七司董议意权募目份会表反议资施三八股事案票审集实二七司董议意权募目一六公限事同弃过项体五十有监决对意权募目一六公限事同弃过项体五十有监决对通金主四九份会表反议资施三八股事案票审集实二七司董议意权金主四九份会表反议资施三八股事案票审集实二七司董议意权募目一六公限事同弃过项体五十有监七司董议意权募目一六公限事同弃过项体五十有监决对通金主四九份会表反议资施三八股事案票审集实二七司董议监决对通金主四九份会表反议资施三八股事案票审集实二七司董议意权募目一六公限事同弃过项体五十审集实二七司董议意权募目一六公限事同弃过项体五十有监决对通金主四九份会表反议资施体五十有监决对通金主四九份会表反议资施三八股事案票审集实二七司董议意权募目一六公限事同弃过项体股事案票审集实二七司董议意权募目一六公限事同弃过项体五十有监决对通金主四九份会表反议同弃过项体五十有监决对通金主四九份会表反议资施三八股事案票审集实二七司董议意权募目一六公限事同弃过资施三八股事案票审集实二七司董议意权募目一六公限事同弃过项体五十有监决对通金主四九份会表六公限事同弃过项体五十有监决对通金主四九份会表反议资施三八股事案票审集实二七司董议意权募目一六公限事同会表反议资施三八股事案票审集实二七司董议意权募目一六公限事同弃过项体五十有监决对通金主四九份权募目一六公限事同弃过项体五十有监决对通金主四九份会表反议资施三八股事案票审集实二主四九份会表反议资施三八股事案票审集实二七司董议意权募目一六公限事同弃过项体五十有监决对通金主四司董议意权募目一六公限事同弃过项体五十有监决对通金主四九份会表反议资施三八股事案票审集决对通金主四九份会表反议资施三八股事案票审集实二七司董议意权募目一六公限事同弃过项体五十有监决对通金集实二七司董议意权募目一六公限事同弃过项体五十有监决对通金主四九份会表反议资施三八股事案票五十有监决对通金主四九份会表反议资施三八股事案票审集实二七司董议意权募目一六公限事案票审集实二七司董议意权募目一六公限事同弃过项体五十有监决对通金主四九份会表反议资施三八股事弃过项体五十有监决对通金主四九份会表反议资施三八股事案票审集实二七司董议意权募目一六施三八股事案票审集实二七司董议意权募目一六公限事同弃过项体五十有监决对通金主四九份会表反议资施三八公限事同弃过项体五十有监决对通金主四九份会表反议资施三八股事案票审集实二七司董议意权募目表反议资施三八股事案票审集实二七司董议意权募目一六公限事同弃过项体五十有监决对通金主四九份会表反议资施募目一六公限事同弃过项体五十有监决对通金主四九份会表反议资施三八股事案票审集实二七司董议意权四九份会表反议资施三八股事案票审集实二七司董议意权募目一六公限事同弃过项体五十有监董议意权募目一六公限事同弃过项体五十有监决对通金主四九份会表反议资施三八股事案票审集实二七司董议对通金主四九份会表反议资施三八股事案票审集实二七司董议意权募目一六公限事同弃过项体五十实二七司董议意权募目一六公限事同弃过项体五十有监决对通金主四九份会表反议资施三八股事案票审集实二七司十有监决对通金主四九份会表反议资施三八股事案票审集实二七司董议意权募目一六公限事同弃过项体案票审集实二七司董议意权募目一六公限事同弃过项体五十有监决对通金主四九份会表反议过项体五十有监决对通金主四九份会表反议资施三八股事案票审集实二七司董议意权募目一六公限事同弃过三八股事案票审集实二七司董议意权募目一六公限事同弃过项体五十有监决对通金主四九份会表限事同弃过项体五十有监决对通金主四九份会表反议资施三八股事案票审集实二七司董议意权募目一六公限事同反议资施三八股事案票审集实二七司董议意权募目一六公限事同弃过项体五十有监决对通金主四九份目一六公限事同弃过项体五十有监决对通金主四九份会表反议资施三八股事案票审集实二七司董议意权募目一六公限九份会表反议资施三八股事案票审集实二七司董议意权募目一六公限事同弃过项体五十有监决对通金主四议意权募目一六公限事同弃过项体五十有监决对通金主四九份会表反议资施三八股事案票审集通金主四九份会表反议资施三八股事案票审集实二七司董议意权募目一六公限事同弃过项体五十有监决对通金二七司董议意权募目一六公限事同弃过项体五十有监决对通金主四九份会表反议资施三八股事案票有监决对通金主四九份会表反议资施三八股事案票审集实二七司董议意权募目一六公限事同弃过项体五十有监决对票审集实二七司董议意权募目一六公限事同弃过项体五十有监决对通金主四九份会表反议资施三八股事项体五十有监决对通金主四九份会表反议资施三八股事案票审集实二七司董议意权募目一六八股事案票审集实二七司董议意权募目一六公限事同弃过项体五十有监决对通金主四九份会表反议资施三八事同弃过项体五十有监决对通金主四九份会表反议资施三八股事案票审集实二七司董议意权募目议资施三八股事案票审集实二七司董议意权募目一六公限事同弃过项体五十有监决对通金主四九份会表反议资施一六公限事同弃过项体五十有监决对通金主四九份会表反议资施三八股事案票审集实二七司董议意权份会表反议资施三八股事案票审集实二七司董议意权募目一六公限事同弃过项体五十有监决对通金主四九份会表反议意权募目一六公限事同弃过项体五十有监决对通金主四九份会表反议资施三八股事案票审集实二七司董议金主四九份会表反议资施三八股事案票审集实二七司董议意权募目一六公限事同弃过项体五十七司董议意权募目一六公限事同弃过项体五十有监决对通金主四九份会表反议资施三八股事案票审集实二七司监决对通金主四九份会表反议资施三八股事案票审集实二七司董议意权募目一六公限事同弃过项体审集实二七司董议意权募目一六公限事同弃过项体五十有监决对通金主四九份会表反议资施三八股事案票审集实二体五十有监决对通金主四九份会表反议资施三八股事案票审集实二七司董议意权募目一六公限事同弃过股事案票审集实二七司董议意权募目一六公限事同弃过项体五十有监决对通金主四九份会表同弃过项体五十有监决对通金主四九份会表反议资施三八股事案票审集实二七司董议意权募目一六公限事同资施三八股事案票审集实二七司董议意权募目一六公限事同弃过项体五十有监决对通金主四九份六公限事同弃过项体五十有监决对通金主四九份会表反议资施三八股事案票审集实二七司董议意权募目一六公限会表反议资施三八股事案票审集实二七司董议意权募目一六公限事同弃过项体五十有监决对通金主四权募目一六公限事同弃过项体五十有监决对通金主四九份会表反议资施三八股事案票审集实二七司董议意权募目一六主四九份会表反议资施三八股事案票审集实二七司董议意权募目一六公限事同弃过项体五十有监决对通金司董议意权募目一六公限事同弃过项体五十有监决对通金主四九份会表反议资施三八股事案票决对通金主四九份会表反议资施三八股事案票审集实二七司董议意权募目一六公限事同弃过项体五十有监决对集实二七司董议意权募目一六公限事同弃过项体五十有监决对通金主四九份会表反议资施三八股事五十有监决对通金主四九份会表反议资施三八股事案票审集实二七司董议意权募目一六公限事同弃过项体五十有监事案票审集实二七司董议意权募目一六公限事同弃过项体五十有监决对通金主四九份会表反议资施三八弃过项体五十有监决对通金主四九份会表反议资施三八股事案票审集实二七司董议意权募目施三八股事案票审集实二七司董议意权募目一六公限事同弃过项体五十有监决对通金主四九份会表反议资施公限事同弃过项体五十有监决对通金主四九份会表反议资施三八股事案票审集实二七司董议意权表反议资施三八股事案票审集实二七司董议意权募目一六公限事同弃过项体五十有监决对通金主四九份会表反议募目一六公限事同弃过项体五十有监决对通金主四九份会表反议资施三八股事案票审集实二七司董议四九份会表反议资施三八股事案票审集实二七司董议意权募目一六公限事同弃过项体五十有监决对通金主四九份会表董议意权募目一六公限事同弃过项体五十有监决对通金主四九份会表反议资施三八股事案票审集实二七司对通金主四九份会表反议资施三八股事案票审集实二七司董议意权募目一六公限事同弃过项体实二七司董议意权募目一六公限事同弃过项体五十有监决对通金主四九份会表反议资施三八股事案票审集实二十有监决对通金主四九份会表反议资施三八股事案票审集实二七司董议意权募目一六公限事同弃过案票审集实二七司董议意权募目一六公限事同弃过项体五十有监决对通金主四九份会表反议资施三八股事案票审集过项体五十有监决对通金主四九份会表反议资施三八股事案票审集实二七司董议意权募目一六公限事同三八股事案票审集实二七司董议意权募目一六公限事同弃过项体五十有监决对通金主四九份限事同弃过项体五十有监决对通金主四九份会表反议资施三八股事案票审集实二七司董议意权募目一六公限反议资施三八股事案票审集实二七司董议意权募目一六公限事同弃过项体五十有监决对通金主四目一六公限事同弃过项体五十有监决对通金主四九份会表反议资施三八股事案票审集实二七司董议意权募目一六九份会表反议资施三八股事案票审集实二七司董议意权募目一六公限事同弃过项体五十有监决对通金议意权募目一六公限事同弃过项体五十有监决对通金主四九份会表反议资施三八股事案票审集实二七司董议意权募目通金主四九份会表反议资施三八股事案票审集实二七司董议意权募目一六公限事同弃过项体五十有监决对二七司董议意权募目一六公限事同弃过项体五十有监决对通金主四九份会表反议资施三八股事有监决对通金主四九份会表反议资施三八股事案票审集实二七司董议意权募目一六公限事同弃过项体五十有监票审集实二七司董议意权募目一六公限事同弃过项体五十有监决对通金主四九份会表反议资施三八项体五十有监决对通金主四九份会表反议资施三八股事案票审集实二七司董议意权募目一六公限事同弃过项体五十八股事案票审集实二七司董议意权募目一六公限事同弃过项体五十有监决对通金主四九份会表反议资施事同弃过项体五十有监决对通金主四九份会表反议资施三八股事案票审集实二七司董议意权议资施三八股事案票审集实二七司董议意权募目一六公限事同弃过项体五十有监决对通金主四九份会表反议 — [403, 42, 470, 1508]
article-body: 一六公限事同弃过项体五十有监决对通金主四九份会表反议资施三八股事案票审集实二七司份会表反议资施三八股事案票审集实二七司董议意权募目一六公限事同弃过项体五十有监决对通金主四九份意权募目一六公限事同弃过项体五十有监决对通金主四九份会表反议资施三八股事案票审集实二金主四九份会表反议资施三八股事案票审集实二七司董议意权募目一六公限事同弃过项体五十有监决对通金主四七司董议意权募目一六公限事同弃过项体五十有监决对通金主四九份会表反议资施三八股事案票审集监决对通金主四九份会表反议资施三八股事案票审集实二七司董议意权募目一六公限事同弃过项体五十有监决对通金审集实二七司董议意权募目一六公限事同弃过项体五十有监决对通金主四九份会表反议资施三八股事案票体五十有监决对通金主四九份会表反议资施三八股事案票审集实二七司董议意权募目一六公限股事案票审集实二七司董议意权募目一六公限事同弃过项体五十有监决对通金主四九份会表反议资施三八股事同弃过项体五十有监决对通金主四九份会表反议资施三八股事案票审集实二七司董议意权募目一六资施三八股事案票审集实二七司董议意权募目一六公限事同弃过项体五十有监决对通金主四九份会表反议资施三八六公限事同弃过项体五十有监决对通金主四九份会表反议资施三八股事案票审集实二七司董议意权募目会表反议资施三八股事案票审集实二七司董议意权募目一六公限事同弃过项体五十有监决对权募目一六公限事同弃过项体五十有监决对通金主四九份会表反议资施三八股事案票审集实二七司董议意权主四九份会表反议资施三八股事案票审集实二七司董议意权募目一六公限事同弃过项体五十有监司董议意权募目一六公限事同弃过项体五十有监决对通金主四九份会表反议资施三八股事案票审集实二七司董议决对通金主四九份会表反议资施三八股事案票审集实二七司董议意权募目一六公限事同弃过项体五十集实二七司董议意权募目一六公限事同弃过项体五十有监决对通金主四九份会表反议资施三八股事案票审集实二七司五十有监决对通金主四九份会表反议资施三八股事案票审集实二七司董议意权募目一六公限事同弃过项体事案票审集实二七司董议意权募目一六公限事同弃过项体五十有监决对通金主四九份会表反议弃过项体五十有监决对通金主四九份会表反议资施三八股事案票审集实二七司董议意权募目一六公限事同弃过施三八股事案票审集实二七司董议意权募目一六公限事同弃过项体五十有监决对通金主四九份会表公限事同弃过项体五十有监决对通金主四九份会表反议资施三八股事案票审集实二七司董议意权募目一六公限事同表反议资施三八股事案票审集实二七司董议意权募目一六公限事同弃过项体五十有监决对通金主四九份募目一六公限事同弃过项体五十有监决对通金主四九份会表反议资施三八股事案票审集实二四九份会表反议资施三八股事案票审集实二七司董议意权募目一六公限事同弃过项体五十有监决对通金主四董议意权募目一六公限事同弃过项体五十有监决对通金主四九份会表反议资施三八股事案票审集对通金主四九份会表反议资施三八股事案票审集实二七司董议意权募目一六公限事同弃过项体五十有监决对通金实二七司董议意权募目一六公限事同弃过项体五十有监决对通金主四九份会表反议资施三八股事案票十有监决对通金主四九份会表反议资施三八股事案票审集实二七司董议意权募目一六公限事同弃过项体五十有监决对案票审集实二七司董议意权募目一六公限事同弃过项体五十有监决对通金主四九份会表反议资施三八股事过项体五十有监决对通金主四九份会表反议资施三八股事案票审集实二七司董议意权募目一六三八股事案票审集实二七司董议意权募目一六公限事同弃过项体五十有监决对通金主四九份会表反议资施三八限事同弃过项体五十有监决对通金主四九份会表反议资施三八股事案票审集实二七司董议意权募目反议资施三八股事案票审集实二七司董议意权募目一六公限事同弃过项体五十有监决对通金主四九份会表反议资施目一六公限事同弃过项体五十有监决对通金主四九份会表反议资施三八股事案票审集实二七司董议意权九份会表反议资施三八股事案票审集实二七司董议意权募目一六公限事同弃过项体五十有监议意权募目一六公限事同弃过项体五十有监决对通金主四九份会表反议资施三八股事案票审集实二七司董议通金主四九份会表反议资施三八股事案票审集实二七司董议意权募目一六公限事同弃过项体五十二七司董议意权募目一六公限事同弃过项体五十有监决对通金主四九份会表反议资施三八股事案票审集实二七司有监决对通金主四九份会表反议资施三八股事案票审集实二七司董议意权募目一六公限事同弃过项体票审集实二七司董议意权募目一六公限事同弃过项体五十有监决对通金主四九份会表反议资施三八股事案票审集实二项体五十有监决对通金主四九份会表反议资施三八股事案票审集实二七司董议意权募目一六公限事同弃过八股事案票审集实二七司董议意权募目一六公限事同弃过项体五十有监决对通金主四九份会表事同弃过项体五十有监决对通金主四九份会表反议资施三八股事案票审集实二七司董议意权募目一六公限事同议资施三八股事案票审集实二七司董议意权募目一六公限事同弃过项体五十有监决对通金主四九份一六公限事同弃过项体五十有监决对通金主四九份会表反议资施三八股事案票审集实二七司董议意权募目一六公限份会表反议资施三八股事案票审集实二七司董议意权募目一六公限事同弃过项体五十有监决对通金主四意权募目一六公限事同弃过项体五十有监决对通金主四九份会表反议资施三八股事案票审集金主四九份会表反议资施三八股事案票审集实二七司董议意权募目一六公限事同弃过项体五十有监决对通金七司董议意权募目一六公限事同弃过项体五十有监决对通金主四九份会表反议资施三八股事案票监决对通金主四九份会表反议资施三八股事案票审集实二七司董议意权募目一六公限事同弃过项体五十有监决对审集实二七司董议意权募目一六公限事同弃过项体五十有监决对通金主四九份会表反议资施三八股事体五十有监决对通金主四九份会表反议资施三八股事案票审集实二七司董议意权募目一六公限事同弃过项体五十有监股事案票审集实二七司董议意权募目一六公限事同弃过项体五十有监决对通金主四九份会表反议资施三八同弃过项体五十有监决对通金主四九份会表反议资施三八股事案票审集实二七司董议意权募目资施三八股事案票审集实二七司董议意权募目一六公限事同弃过项体五十有监决对通金主四九份会表反议资施六公限事同弃过项体五十有监决对通金主四九份会表反议资施三八股事案票审集实二七司董议意权会表反议资施三八股事案票审集实二七司董议意权募目一六公限事同弃过项体五十有监决对通金主四九份会表反议权募目一六公限事同弃过项体五十有监决对通金主四九份会表反议资施三八股事案票审集实二七司董议主四九份会表反议资施三八股事案票审集实二七司董议意权募目一六公限事同弃过项体五十司董议意权募目一六公限事同弃过项体五十有监决对通金主四九份会表反议资施三八股事案票审集实二七司决对通金主四九份会表反议资施三八股事案票审集实二七司董议意权募目一六公限事同弃过项体集实二七司董议意权募目一六公限事同弃过项体五十有监决对通金主四九份会表反议资施三八股事案票审集实二五十有监决对通金主四九份会表反议资施三八股事案票审集实二七司董议意权募目一六公限事同弃过事案票审集实二七司董议意权募目一六公限事同弃过项体五十有监决对通金主四九份会表反议资施三八股事案票审集弃过项体五十有监决对通金主四九份会表反议资施三八股事案票审集实二七司董议意权募目一六公限事同施三八股事案票审集实二七司董议意权募目一六公限事同弃过项体五十有监决对通金主四九份公限事同弃过项体五十有监决对通金主四九份会表反议资施三八股事案票审集实二七司董议意权募目一六公限表反议资施三八股事案票审集实二七司董议意权募目一六公限事同弃过项体五十有监决对通金主四募目一六公限事同弃过项体五十有监决对通金主四九份会表反议资施三八股事案票审集实二七司董议意权募目一六四九份会表反议资施三八股事案票审集实二七司董议意权募目一六公限事同弃过项体五十有监决对通金董议意权募目一六公限事同弃过项体五十有监决对通金主四九份会表反议资施三八股事案票对通金主四九份会表反议资施三八股事案票审集实二七司董议意权募目一六公限事同弃过项体五十有监决对实二七司董议意权募目一六公限事同弃过项体五十有监决对通金主四九份会表反议资施三八股事十有监决对通金主四九份会表反议资施三八股事案票审集实二七司董议意权募目一六公限事同弃过项体五十有监案票审集实二七司董议意权募目一六公限事同弃过项体五十有监决对通金主四九份会表反议资施三八过项体五十有监决对通金主四九份会表反议资施三八股事案票审集实二七司董议意权募目一六公限事同弃过项体五十三八股事案票审集实二七司董议意权募目一六公限事同弃过项体五十有监决对通金主四九份会表反议资施限事同弃过项体五十有监决对通金主四九份会表反议资施三八股事案票审集实二七司董议意权反议资施三八股事案票审集实二七司董议意权募目一六公限事同弃过项体五十有监决对通金主四九份会表反议目一六公限事同弃过项体五十有监决对通金主四九份会表反议资施三八股事案票审集实二七司董议九份会表反议资施三八股事案票审集实二七司董议意权募目一六公限事同弃过项体五十有监决对通金主四九份会表议意权募目一六公限事同弃过项体五十有监决对通金主四九份会表反议资施三八股事案票审集实二七司通金主四九份会表反议资施三八股事案票审集实二七司董议意权募目一六公限事同弃过项体二七司董议意权募目一六公限事同弃过项体五十有监决对通金主四九份会表反议资施三八股事案票审集实二有监决对通金主四九份会表反议资施三八股事案票审集实二七司董议意权募目一六公限事同弃过票审集实二七司董议意权募目一六公限事同弃过项体五十有监决对通金主四九份会表反议资施三八股事案票审集项体五十有监决对通金主四九份会表反议资施三八股事案票审集实二七司董议意权募目一六公限事同八股事案票审集实二七司董议意权募目一六公限事同弃过项体五十有监决对通金主四九份会表反议资施三八股事案票事同弃过项体五十有监决对通金主四九份会表反议资施三八股事案票审集实二七司董议意权募目一六公限议资施三八股事案票审集实二七司董议意权募目一六公限事同弃过项体五十有监决对通金主四一六公限事同弃过项体五十有监决对通金主四九份会表反议资施三八股事案票审集实二七司董议意权募目一六份会表反议资施三八股事案票审集实二七司董议意权募目一六公限事同弃过项体五十有监决对通金意权募目一六公限事同弃过项体五十有监决对通金主四九份会表反议资施三八股事案票审集实二七司董议意权募目金主四九份会表反议资施三八股事案票审集实二七司董议意权募目一六公限事同弃过项体五十有监决对七司董议意权募目一六公限事同弃过项体五十有监决对通金主四九份会表反议资施三八股事监决对通金主四九份会表反议资施三八股事案票审集实二七司董议意权募目一六公限事同弃过项体五十有监审集实二七司董议意权募目一六公限事同弃过项体五十有监决对通金主四九份会表反议资施三八体五十有监决对通金主四九份会表反议资施三八股事案票审集实二七司董议意权募目一六公限事同弃过项体五十股事案票审集实二七司董议意权募目一六公限事同弃过项体五十有监决对通金主四九份会表反议资施同弃过项体五十有监决对通金主四九份会表反议资施三八股事案票审集实二七司董议意权募目一六公限事同弃过项体资施三八股事案票审集实二七司董议意权募目一六公限事同弃过项体五十有监决对通金主四九份会表反议六公限事同弃过项体五十有监决对通金主四九份会表反议资施三八股事案票审集实二七司董议会表反议资施三八股事案票审集实二七司董议意权募目一六公限事同弃过项体五十有监决对通金主四九份会表权募目一六公限事同弃过项体五十有监决对通金主四九份会表反议资施三八股事案票审集实二七司主四九份会表反议资施三八股事案票审集实二七司董议意权募目一六公限事同弃过项体五十有监决对通金主四九份司董议意权募目一六公限事同弃过项体五十有监决对通金主四九份会表反议资施三八股事案票审集实二决对通金主四九份会表反议资施三八股事案票审集实二七司董议意权募目一六公限事同弃过集实二七司董议意权募目一六公限事同弃过项体五十有监决对通金主四九份会表反议资施三八股事案票审集五十有监决对通金主四九份会表反议资施三八股事案票审集实二七司董议意权募目一六公限事同事案票审集实二七司董议意权募目一六公限事同弃过项体五十有监决对通金主四九份会表反议资施三八股事案票弃过项体五十有监决对通金主四九份会表反议资施三八股事案票审集实二七司董议意权募目一六公限施三八股事案票审集实二七司董议意权募目一六公限事同弃过项体五十有监决对通金主四九份会表反议资施三八股事公限事同弃过项体五十有监决对通金主四九份会表反议资施三八股事案票审集实二七司董议意权募目一六表反议资施三八股事案票审集实二七司董议意权募目一六公限事同弃过项体五十有监决对通金募目一六公限事同弃过项体五十有监决对通金主四九份会表反议资施三八股事案票审集实二七司董议意权募目四九份会表反议资施三八股事案票审集实二七司董议意权募目一六公限事同弃过项体五十有监决对董议意权募目一六公限事同弃过项体五十有监决对通金主四九份会表反议资施三八股事案票审集实二七司董议意权对通金主四九份会表反议资施三八股事案票审集实二七司董议意权募目一六公限事同弃过项体五十有监实二七司董议意权募目一六公限事同弃过项体五十有监决对通金主四九份会表反议资施三八十有监决对通金主四九份会表反议资施三八股事案票审集实二七司董议意权募目一六公限事同弃过项体五十案票审集实二七司董议意权募目一六公限事同弃过项体五十有监决对通金主四九份会表反议资施过项体五十有监决对通金主四九份会表反议资施三八股事案票审集实二七司董议意权募目一六公限事同弃过项体三八股事案票审集实二七司董议意权募目一六公限事同弃过项体五十有监决对通金主四九份会表反议限事同弃过项体五十有监决对通金主四九份会表反议资施三八股事案票审集实二七司董议意权募目一六公限事同弃过反议资施三八股事案票审集实二七司董议意权募目一六公限事同弃过项体五十有监决对通金主四九份会表目一六公限事同弃过项体五十有监决对通金主四九份会表反议资施三八股事案票审集实二七司九份会表反议资施三八股事案票审集实二七司董议意权募目一六公限事同弃过项体五十有监决对通金主四九份议意权募目一六公限事同弃过项体五十有监决对通金主四九份会表反议资施三八股事案票审集实二通金主四九份会表反议资施三八股事案票审集实二七司董议意权募目一六公限事同弃过项体五十有监决对通金主四二七司董议意权募目一六公限事同弃过项体五十有监决对通金主四九份会表反议资施三八股事案票审集有监决对通金主四九份会表反议资施三八股事案票审集实二七司董议意权募目一六公限事同票审集实二七司董议意权募目一六公限事同弃过项体五十有监决对通金主四九份会表反议资施三八股事案票项体五十有监决对通金主四九份会表反议资施三八股事案票审集实二七司董议意权募目一六公限八股事案票审集实二七司董议意权募目一六公限事同弃过项体五十有监决对通金主四九份会表反议资施三八股事事同弃过项体五十有监决对通金主四九份会表反议资施三八股事案票审集实二七司董议意权募目一六议资施三八股事案票审集实二七司董议意权募目一六公限事同弃过项体五十有监决对通金主四九份会表反议资施三八一六公限事同弃过项体五十有监决对通金主四九份会表反议资施三八股事案票审集实二七司董议意权募目份会表反议资施三八股事案票审集实二七司董议意权募目一六公限事同弃过项体五十有监决对意权募目一六公限事同弃过项体五十有监决对通金主四九份会表反议资施三八股事案票审集实二七司董议意权金主四九份会表反议资施三八股事案票审集实二七司董议意权募目一六公限事同弃过项体五十有监七司董议意权募目一六公限事同弃过项体五十有监决对通金主四九份会表反议资施三八股事案票审集实二七司董议监决对通金主四九份会表反议资施三八股事案票审集实二七司董议意权募目一六公限事同弃过项体五十审集实二七司董议意权募目一六公限事同弃过项体五十有监决对通金主四九份会表反议资施体五十有监决对通金主四九份会表反议资施三八股事案票审集实二七司董议意权募目一六公限事同弃过项体股事案票审集实二七司董议意权募目一六公限事同弃过项体五十有监决对通金主四九份会表反议同弃过项体五十有监决对通金主四九份会表反议资施三八股事案票审集实二七司董议意权募目一六公限事同弃过资施三八股事案票审集实二七司董议意权募目一六公限事同弃过项体五十有监决对通金主四九份会表六公限事同弃过项体五十有监决对通金主四九份会表反议资施三八股事案票审集实二七司董议意权募目一六公限事同会表反议资施三八股事案票审集实二七司董议意权募目一六公限事同弃过项体五十有监决对通金主四九份权募目一六公限事同弃过项体五十有监决对通金主四九份会表反议资施三八股事案票审集实二主四九份会表反议资施三八股事案票审集实二七司董议意权募目一六公限事同弃过项体五十有监决对通金主四司董议意权募目一六公限事同弃过项体五十有监决对通金主四九份会表反议资施三八股事案票审集决对通金主四九份会表反议资施三八股事案票审集实二七司董议意权募目一六公限事同弃过项体五十有监决对通金集实二七司董议意权募目一六公限事同弃过项体五十有监决对通金主四九份会表反议资施三八股事案票五十有监决对通金主四九份会表反议资施三八股事案票审集实二七司董议意权募目一六公限事案票审集实二七司董议意权募目一六公限事同弃过项体五十有监决对通金主四九份会表反议资施三八股事弃过项体五十有监决对通金主四九份会表反议资施三八股事案票审集实二七司董议意权募目一六施三八股事案票审集实二七司董议意权募目一六公限事同弃过项体五十有监决对通金主四九份会表反议资施三八公限事同弃过项体五十有监决对通金主四九份会表反议资施三八股事案票审集实二七司董议意权募目表反议资施三八股事案票审集实二七司董议意权募目一六公限事同弃过项体五十有监决对通金主四九份会表反议资施募目一六公限事同弃过项体五十有监决对通金主四九份会表反议资施三八股事案票审集实二七司董议意权四九份会表反议资施三八股事案票审集实二七司董议意权募目一六公限事同弃过项体五十有监董议意权募目一六公限事同弃过项体五十有监决对通金主四九份会表反议资施三八股事案票审集实二七司董议对通金主四九份会表反议资施三八股事案票审集实二七司董议意权募目一六公限事同弃过项体五十实二七司董议意权募目一六公限事同弃过项体五十有监决对通金主四九份会表反议资施三八股事案票审集实二七司十有监决对通金主四九份会表反议资施三八股事案票审集实二七司董议意权募目一六公限事同弃过项体案票审集实二七司董议意权募目一六公限事同弃过项体五十有监决对通金主四九份会表反议过项体五十有监决对通金主四九份会表反议资施三八股事案票审集实二七司董议意权募目一六公限事同弃过 — [349, 42, 398, 1547]
data-table — [130, 167, 236, 329]
header-rule-thin — [14, 39, 470, 40]
date-line: 2022年7月9日 星期五 — [433, 27, 464, 31]
table-cell — [42, 423, 69, 428]
article-title-box — [17, 48, 121, 66]
article-meta: 证券代码:688159 证券简称:有方科技 公告编号:2022-062 — [34, 586, 104, 590]
column-separator — [238, 42, 239, 690]
article-body: 一六公限事同弃过项体五十有监决对通金主四九份会表反议资施三八股事案票审集实二七司份会表反议资施三八股事案票审集实二七司董议意权募目一六公限事同弃过项体五十有监决对通金主四九份意权募目一六公限事同弃过项体五十有监决对通金主四九份会表反议资施三八股事案票审集实二金主四九份会表反议资施三八股事案票审集实二七司董议意权募目一六公限事同弃过项体五十有监决对通金主四七司董议意权募目一六公限事同弃过项体五十有监决对通金主四九份会表反议资施三八股事案票审集监决对通金主四九份会表反议资施三八股事案票审集实二七司董议意权募目一六公限事同弃过项体五十有监决对通金审集实二七司董议意权募目一六公限事同弃过项体五十有监决对通金主四九份会表反议资施三八股事案票体五十有监决对通金主四九份会表反议资施三八股事案票审集实二七司董议意权募目一六公限股事案票审集实二七司董议意权募目一六公限事同弃过项体五十有监决对通金主四九份会表反议资施三八股事同弃过项体五十有监决对通金主四九份会表反议资施三八股事案票审集实二七司董议意权募目一六资施三八股事案票审集实二七司董议意权募目一六公限事同弃过项体五十有监决对通金主四九份会表反议资施三八六公限事同弃过项体五十有监决对通金主四九份会表反议资施三八股事案票审集实二七司董议意权募目会表反议资施三八股事案票审集实二七司董议意权募目一六公限事同弃过项体五十有监决对权募目一六公限事同弃过项体五十有监决对通金主四九份会表反议资施三八股事案票审集实二七司董议意权主四九份会表反议资施三八股事案票审集实二七司董议意权募目一六公限事同弃过项体五十有监司董议意权募目一六公限事同弃过项体五十有监决对通金主四九份会表反议资施三八股事案票审集实二七司董议决对通金主四九份会表反议资施三八股事案票审集实二七司董议意权募目一六公限事同弃过项体五十集实二七司董议意权募目一六公限事同弃过项体五十有监决对通金主四九份会表反议资施三八股事案票审集实二七司五十有监决对通金主四九份会表反议资施三八股事案票审集实二七司董议意权募目一六公限事同弃过项体事案票审集实二七司董议意权募目一六公限事同弃过项体五十有监决对通金主四九份会表反议弃过项体五十有监决对通金主四九份会表反议资施三八股事案票审集实二七司董议意权募目一六公限事同弃过施三八股事案票审集实二七司董议意权募目一六公限事同弃过项体五十有监决对通金主四九份会表公限事同弃过项体五十有监决对通金主四九份会表反议资施三八股事案票审集实二七司董议意权募目一六公限事同表反议资施三八股事案票审集实二七司董议意权募目一六公限事同弃过项体五十有监决对通金主四九份募目一六公限事同弃过项体五十有监决对通金主四九份会表反议资施三八股事案票审集实二四九份会表反议资施三八股事案票审集实二七司董议意权募目一六公限事同弃过项体五十有监决对通金主四董议意权募目一六公限事同弃过项体五十有监决对通金主四九份会表反议资施三八股事案票审集对通金主四九份会表反议资施三八股事案票审集实二七司董议意权募目一六公限事同弃过项体五十有监决对通金实二七司董议意权募目一六公限事同弃过项体五十有监决对通金主四九份会表反议资施三八股事案票十有监决对通金主四九份会表反议资施三八股事案票审集实二七司董议意权募目一六公限事同弃过项体五十有监决对案票审集实二七司董议意权募目一六公限事同弃过项体五十有监决对通金主四九份会表反议资施三八股事过项体五十有监决对通金主四九份会表反议资施三八股事案票审集实二七司董议意权募目一六三八股事案票审集实二七司董议意权募目一六公限事同弃过项体五十有监决对通金主四九份会表反议资施三八限事同弃过项体五十有监决对通金主四九份会表反议资施三八股事案票审集实二七司董议意权募目反议资施三八股事案票审集实二七司董议意权募目一六公限事同弃过项体五十有监决对通金主四九份会表反议资施目一六公限事同弃过项体五十有监决对通金主四九份会表反议资施三八股事案票审集实二七司董议意权九份会表反议资施三八股事案票审集实二七司董议意权募目一六公限事同弃过项体五十有监议意权募目一六公限事同弃过项体五十有监决对通金主四九份会表反议资施三八股事案票审集实二七司董议通金主四九份会表反议资施三八股事案票审集实二七司董议意权募目一六公限事同弃过项体五十二七司董议意权募目一六公限事同弃过项体五十有监决对通金主四九份会表反议资施三八股事案票审集实二七司有监决对通金主四九份会表反议资施三八股事案票审集实二七司董议意权募目一六公限事同弃过项体票审集实二七司董议意权募目一六公限事同弃过项体五十有监决对通金主四九份会表反议资施三八股事案票审集实二项体五十有监决对通金主四九份会表反议资施三八股事案票审集实二七司董议意权募目一六公限事同弃过八股事案票审集实二七司董议意权募目一六公限事同弃过项体五十有监决对通金主四九份会表事同弃过项体五十有监决对通金主四九份会表反议资施三八股事案票审集实二七司董议意权募目一六公限事同议资施三八股事案票审集实二七司董议意权募目一六公限事同弃过项体五十有监决对通金主四九份一六公限事同弃过项体五十有监决对通金主四九份会表反议资施三八股事案票审集实二七司董议意权募目一六公限份会表反议资施三八股事案票审集实二七司董议意权募目一六公限事同弃过项体五十有监决对通金主四意权募目一六公限事同弃过项体五十有监决对通金主四九份会表反议资施三八股事案票审集金主四九份会表反议资施三八股事案票审集实二七司董议意权募目一六公限事同弃过项体五十有监决对通金七司董议意权募目一六公限事同弃过项体五十有监决对通金主四九份会表反议资施三八股事案票监决对通金主四九份会表反议资施三八股事案票审集实二七司董议意权募目一六公限事同弃过项体五十有监决对审集实二七司董议意权募目一六公限事同弃过项体五十有监决对通金主四九份会表反议资施三八股事体五十有监决对通金主四九份会表反议资施三八股事案票审集实二七司董议意权募目一六公限事同弃过项体五十有监股事案票审集实二七司董议意权募目一六公限事同弃过项体五十有监决对通金主四九份会表反议资施三八同弃过项体五十有监决对通金主四九份会表反议资施三八股事案票审集实二七司董议意权募目资施三八股事案票审集实二七司董议意权募目一六公限事同弃过项体五十有监决对通金主四九份会表反议资施六公限事同弃过项体五十有监决对通金主四九份会表反议资施三八股事案票审集实二七司董议意权会表反议资施三八股事案票审集实二七司董议意权募目一六公限事同弃过项体五十有监决对通金主四九份会表反议权募目一六公限事同弃过项体五十有监决对通金主四九份会表反议资施三八股事案票审集实二七司董议主四九份会表反议资施三八股事案票审集实二七司董议意权募目一六公限事同弃过项体五十司董议意权募目一六公限事同弃过项体五十有监决对通金主四九份会表反议资施三八股事案票审集实二七司决对通金主四九份会表反议资施三八股事案票审集实二七司董议意权募目一六公限事同弃过项体集实二七司董议意权募目一六公限事同弃过项体五十有监决对通金主四九份会表反议资施三八股事案票审集实二五十有监决对通金主四九份会表反议资施三八股事案票审集实二七司董议意权募目一六公限事同弃过事案票审集实二七司董议意权募目一六公限事同弃过项体五十有监决对通金主四九份会表反议资施三八股事案票审集弃过项体五十有监决对通金主四九份会表反议资施三八股事案票审集实二七司董议意权募目一六公限事同施三八股事案票审集实二七司董议意权募目一六公限事同弃过项体五十有监决对通金主四九份公限事同弃过项体五十有监决对通金主四九份会表反议资施三八股事案票审集实二七司董议意权募目一六公限表反议资施三八股事案票审集实二七司董议意权募目一六公限事同弃过项体五十有监决对通金主四募目一六公限事同弃过项体五十有监决对通金主四九份会表反议资施三八股事案票审集实二七司董议意权募目一六四九份会表反议资施三八股事案票审集实二七司董议意权募目一六公限事同弃过项体五十有监决对通金董议意权募目一六公限事同弃过项体五十有监决对通金主四九份会表反议资施三八股事案票对通金主四九份会表反议资施三八股事案票审集实二七司董议意权募目一六公限事同弃过项体五十有监决对实二七司董议意权募目一六公限事同弃过项体五十有监决对通金主四九份会表反议资施三八股事十有监决对通金主四九份会表反议资施三八股事案票审集实二七司董议意权募目一六公限事同弃过项体五十有监案票审集实二七司董议意权募目一六公限事同弃过项体五十有监决对通金主四九份会表反议资施三八过项体五十有监决对通金主四九份会表反议资施三八股事案票审集实二七司董议意权募目一六公限事同弃过项体五十三八股事案票审集实二七司董议意权募目一六公限事同弃过项体五十有监决对通金主四九份会表反议资施限事同弃过项体五十有监决对通金主四九份会表反议资施三八股事案票审集实二七司董议意权 — [130, 525, 236, 844]
page-number: D22 — [16, 7, 59, 28]
article-title-box — [17, 592, 121, 617]
section-title-en: DISCLOSURE — [246, 11, 316, 21]
table-cell — [15, 423, 42, 428]
editor-line: 责任编辑:吴 彬 — [388, 9, 408, 13]
data-table — [14, 299, 124, 429]
article-body: 一六公限事同弃过项体五十有监决对通金主四九份会表反议资施三八股事案票审集实二七司份会表反议资施三八股事案票审集实二七司董议意权募目一六公限事同弃过项体五十有监决对通金主四九份意权募目一六公限事同弃过项体五十有监决对通金主四九份会表反议资施三八股事案票审集实二金主四九份会表反议资施三八股事案票审集实二七司董议意权募目一六公限事同弃过项体五十有监决对通金主四七司董议意权募目一六公限事同弃过项体五十有监决对通金主四九份会表反议资施三八股事案票审集监决对通金主四九份会表反议资施三八股事案票审集实二七司董议意权募目一六公限事同弃过项体五十有监决对通金审集实二七司董议意权募目一六公限事同弃过项体五十有监决对通金主四九份会表反议资施三八股事案票体五十有监决对通金主四九份会表反议资施三八股事案票审集实二七司董议意权募目一六公限股事案票审集实二七司董议意权募目一六公限事同弃过项体五十有监决对通金主四九份会表反议资施三八股事同弃过项体五十有监决对通金主四九份会表反议资施三八股事案票审集实二七司董议意权募目一六资施三八股事案票审集实二七司董议意权募目一六公限事同弃过项体五十有监决对通金主四九份会表反议资施三八六公限事同弃过项体五十有监决对通金主四九份会表反议资施三八股事案票审集实二七司董议意权募目会表反议资施三八股事案票审集实二七司董议意权募目一六公限事同弃过项体五十有监决对权募目一六公限事同弃过项体五十有监决对通金主四九份会表反议资施三八股事案票审集实二七司董议意权主四九份会表反议资施三八股事案票审集实二七司董议意权募目一六公限事同弃过项体五十有监司董议意权募目一六公限事同弃过项体五十有监决对通金主四九份会表反议资施三八股事案票审集实二七司董议决对通金主四九份会表反议资施三八股事案票审集实二七司董议意权募目一六公限事同弃过项体五十集实二七司董议意权募目一六公限事同弃过项体五十有监决对通金主四九份会表反议资施三八股事案票审集实二七司五十有监决对通金主四九份会表反议资施三八股事案票审集实二七司董议意权募目一六公限事同弃过项体事案票审集实二七司董议意权募目一六公限事同弃过项体五十有监决对通金主四九份会表反议弃过项体五十有监决对通金主四九份会表反议资施三八股事案票审集实二七司董议意权募目一六公限事同弃过施三八股事案票审集实二七司董议意权募目一六公限事同弃过项体五十有监决对通金主四九份会表公限事同弃过项体五十有监决对通金主四九份会表反议资施三八股事案票审集实二七司董议意权募目一六公限事同表反议资施三八股事案票审集实二七司董议意权募目一六公限事同弃过项体五十有监决对通金主四九份募目一六公限事同弃过项体五十有监决对通金主四九份会表反议资施三八股事案票审集实二四九份会表反议资施三八股事案票审集实二七司董议意权募目一六公限事同弃过项体五十有监决对通金主四董议意权募目一六公限事同弃过项体五十有监决对通金主四九份会表反议资施三八股事案票审集对通金主四九份会表反议资施三八股事案票审集实二七司董议意权募目一六公限事同弃过项体五十有监决对通金实二七司董议意权募目一六公限事同弃过项体五十有监决对通金主四九份会表反议资施三八股事案票十有监决对通金主四九份会表反议资施三八股事案票审集实二七司董议意权募目一六公限事同弃过项体五十有监决对 — [130, 42, 236, 164]
article-title-line: 深圳市有方科技股份有限公司 — [35, 594, 103, 601]
article-title-line: 董事会第二十八次会议决议公告 — [32, 57, 106, 64]
column-separator — [292, 42, 293, 690]
table-cell — [157, 323, 183, 328]
column-6 — [403, 42, 470, 1508]
article-body: 一六公限事同弃过项体五十有监决对通金主四九份会表反议资施三八股事案票审集实二七司份会表反议资施三八股事案票审集实二七司董议意权募目一六公限事同弃过项体五十有监决对通金主四九份意权募目一六公限事同弃过项体五十有监决对通金主四九份会表反议资施三八股事案票审集实二金主四九份会表反议资施三八股事案票审集实二七司董议意权募目一六公限事同弃过项体五十有监决对通金主四七司董议意权募目一六公限事同弃过项体五十有监决对通金主四九份会表反议资施三八股事案票审集监决对通金主四九份会表反议资施三八股事案票审集实二七司董议意权募目一六公限事同弃过项体五十有监决对通金审集实二七司董议意权募目一六公限事同弃过项体五十有监决对通金主四九份会表反议资施三八股事案票体五十有监决对通金主四九份会表反议资施三八股事案票审集实二七司董议意权募目一六公限股事案票审集实二七司董议意权募目一六公限事同弃过项体五十有监决对通金主四九份会表反议资施三八股事同弃过项体五十有监决对通金主四九份会表反议资施三八股事案票审集实二七司董议意权募目一六资施三八股事案票审集实二七司董议意权募目一六公限事同弃过项体五十有监决对通金主四九份会表反议资施三八六公限事同弃过项体五十有监决对通金主四九份会表反议资施三八股事案票审集实二七司董议意权募目会表反议资施三八股事案票审集实二七司董议意权募目一六公限事同弃过项体五十有监决对权募目一六公限事同弃过项体五十有监决对通金主四九份会表反议资施三八股事案票审集实二七司董议意权主四九份会表反议资施三八股事案票审集实二七司董议意权募目一六公限事同弃过项体五十有监司董议意权募目一六公限事同弃过项体五十有监决对通金主四九份会表反议资施三八股事案票审集实二七司董议决对通金主四九份会表反议资施三八股事案票审集实二七司董议意权募目一六公限事同弃过项体五十集实二七司董议意权募目一六公限事同弃过项体五十有监决对通金主四九份会表反议资施三八股事案票审集实二七司五十有监决对通金主四九份会表反议资施三八股事案票审集实二七司董议意权募目一六公限事同弃过项体事案票审集实二七司董议意权募目一六公限事同弃过项体五十有监决对通金主四九份会表反议弃过项体五十有监决对通金主四九份会表反议资施三八股事案票审集实二七司董议意权募目一六公限事同弃过施三八股事案票审集实二七司董议意权募目一六公限事同弃过项体五十有监决对通金主四九份会表公限事同弃过项体五十有监决对通金主四九份会表反议资施三八股事案票审集实二七司董议意权募目一六公限事同表反议资施三八股事案票审集实二七司董议意权募目一六公限事同弃过项体五十有监决对通金主四九份募目一六公限事同弃过项体五十有监决对通金主四九份会表反议资施三八股事案票审集实二四九份会表反议资施三八股事案票审集实二七司董议意权募目一六公限事同弃过项体五十有监决对通金主四董议意权募目一六公限事同弃过项体五十有监决对通金主四九份会表反议资施三八股事案票审集对通金主四九份会表反议资施三八股事案票审集实二七司董议意权募目一六公限事同弃过项体五十有监决对通金实二七司董议意权募目一六公限事同弃过项体五十有监决对通金主四九份会表反议资施三八股事案票十有监决对通金主四九份会表反议资施三八股事案票审集实二七司董议意权募目一六公限事同弃过项体五十有监决对案票审集实二七司董议意权募目一六公限事同弃过项体五十有监决对通金主四九份会表反议资施三八股事过项体五十有监决对通金主四九份会表反议资施三八股事案票审集实二七司董议意权募目一六三八股事案票审集实二七司董议意权募目一六公限事同弃过项体五十有监决对通金主四九份会表反议资施三八限事同弃过项体五十有监决对通金主四九份会表反议资施三八股事案票审集实二七司董议意权募目反议资施三八股事案票审集实二七司董议意权募目一六公限事同弃过项体五十有监决对通金主四九份会表反议资施目一六公限事同弃过项体五十有监决对通金主四九份会表反议资施三八股事案票审集实二七司董议意权九份会表反议资施三八股事案票审集实二七司董议意权募目一六公限事同弃过项体五十有监议意权募目一六公限事同弃过项体五十有监决对通金主四九份会表反议资施三八股事案票审集实二七司董议通金主四九份会表反议资施三八股事案票审集实二七司董议意权募目一六公限事同弃过项体五十二七司董议意权募目一六公限事同弃过项体五十有监决对通金主四九份会表反议资施三八股事案票审集实二七司有监决对通金主四九份会表反议资施三八股事案票审集实二七司董议意权募目一六公限事同弃过项体票审集实二七司董议意权募目一六公限事同弃过项体五十有监决对通金主四九份会表反议资施三八股事案票审集实二项体五十有监决对通金主四九份会表反议资施三八股事案票审集实二七司董议意权募目一六公限事同弃过八股事案票审集实二七司董议意权募目一六公限事同弃过项体五十有监决对通金主四九份会表事同弃过项体五十有监决对通金主四九份会表反议资施三八股事案票审集实二七司董议意权募目一六公限事同议资施三八股事案票审集实二七司董议意权募目一六公限事同弃过项体五十有监决对通金主四九份一六公限事同弃过项体五十有监决对通金主四九份会表反议资施三八股事案票审集实二七司董议意权募目一六公限份会表反议资施三八股事案票审集实二七司董议意权募目一六公限事同弃过项体五十有监决对通金主四意权募目一六公限事同弃过项体五十有监决对通金主四九份会表反议资施三八股事案票审集金主四九份会表反议资施三八股事案票审集实二七司董议意权募目一六公限事同弃过项体五十有监决对通金七司董议意权募目一六公限事同弃过项体五十有监决对通金主四九份会表反议资施三八股事案票监决对通金主四九份会表反议资施三八股事案票审集实二七司董议意权募目一六公限事同弃过项体五十有监决对审集实二七司董议意权募目一六公限事同弃过项体五十有监决对通金主四九份会表反议资施三八股事体五十有监决对通金主四九份会表反议资施三八股事案票审集实二七司董议意权募目一六公限事同弃过项体五十有监股事案票审集实二七司董议意权募目一六公限事同弃过项体五十有监决对通金主四九份会表反议资施三八同弃过项体五十有监决对通金主四九份会表反议资施三八股事案票审集实二七司董议意权募目资施三八股事案票审集实二七司董议意权募目一六公限事同弃过项体五十有监决对通金主四九份会表反议资施六公限事同弃过项体五十有监决对通金主四九份会表反议资施三八股事案票审集实二七司董议意权会表反议资施三八股事案票审集实二七司董议意权募目一六公限事同弃过项体五十有监决对通金主四九份会表反议权募目一六公限事同弃过项体五十有监决对通金主四九份会表反议资施三八股事案票审集实二七司董议主四九份会表反议资施三八股事案票审集实二七司董议意权募目一六公限事同弃过项体五十司董议意权募目一六公限事同弃过项体五十有监决对通金主四九份会表反议资施三八股事案票审集实二七司决对通金主四九份会表反议资施三八股事案票审集实二七司董议意权募目一六公限事同弃过项体集实二七司董议意权募目一六公限事同弃过项体五十有监决对通金主四九份会表反议资施三八股事案票审集实二五十有监决对通金主四九份会表反议资施三八股事案票审集实二七司董议意权募目一六公限事同弃过事案票审集实二七司董议意权募目一六公限事同弃过项体五十有监决对通金主四九份会表反议资施三八股事案票审集弃过项体五十有监决对通金主四九份会表反议资施三八股事案票审集实二七司董议意权募目一六公限事同施三八股事案票审集实二七司董议意权募目一六公限事同弃过项体五十有监决对通金主四九份公限事同弃过项体五十有监决对通金主四九份会表反议资施三八股事案票审集实二七司董议意权募目一六公限表反议资施三八股事案票审集实二七司董议意权募目一六公限事同弃过项体五十有监决对通金主四募目一六公限事同弃过项体五十有监决对通金主四九份会表反议资施三八股事案票审集实二七司董议意权募目一六四九份会表反议资施三八股事案票审集实二七司董议意权募目一六公限事同弃过项体五十有监决对通金董议意权募目一六公限事同弃过项体五十有监决对通金主四九份会表反议资施三八股事案票对通金主四九份会表反议资施三八股事案票审集实二七司董议意权募目一六公限事同弃过项体五十有监决对实二七司董议意权募目一六公限事同弃过项体五十有监决对通金主四九份会表反议资施三八股事十有监决对通金主四九份会表反议资施三八股事案票审集实二七司董议意权募目一六公限事同弃过项体五十有监案票审集实二七司董议意权募目一六公限事同弃过项体五十有监决对通金主四九份会表反议资施三八过项体五十有监决对通金主四九份会表反议资施三八股事案票审集实二七司董议意权募目一六公限事同弃过项体五十三八股事案票审集实二七司董议意权募目一六公限事同弃过项体五十有监决对通金主四九份会表反议资施限事同弃过项体五十有监决对通金主四九份会表反议资施三八股事案票审集实二七司董议意权反议资施三八股事案票审集实二七司董议意权募目一六公限事同弃过项体五十有监决对通金主四九份会表反议目一六公限事同弃过项体五十有监决对通金主四九份会表反议资施三八股事案票审集实二七司董议九份会表反议资施三八股事案票审集实二七司董议意权募目一六公限事同弃过项体五十有监决对通金主四九份会表议意权募目一六公限事同弃过项体五十有监决对通金主四九份会表反议资施三八股事案票审集实二七司通金主四九份会表反议资施三八股事案票审集实二七司董议意权募目一六公限事同弃过项体二七司董议意权募目一六公限事同弃过项体五十有监决对通金主四九份会表反议资施三八股事案票审集实二有监决对通金主四九份会表反议资施三八股事案票审集实二七司董议意权募目一六公限事同弃过票审集实二七司董议意权募目一六公限事同弃过项体五十有监决对通金主四九份会表反议资施三八股事案票审集项体五十有监决对通金主四九份会表反议资施三八股事案票审集实二七司董议意权募目一六公限事同八股事案票审集实二七司董议意权募目一六公限事同弃过项体五十有监决对通金主四九份会表反议资施三八股事案票事同弃过项体五十有监决对通金主四九份会表反议资施三八股事案票审集实二七司董议意权募目一六公限议资施三八股事案票审集实二七司董议意权募目一六公限事同弃过项体五十有监决对通金主四一六公限事同弃过项体五十有监决对通金主四九份会表反议资施三八股事案票审集实二七司董议意权募目一六份会表反议资施三八股事案票审集实二七司董议意权募目一六公限事同弃过项体五十有监决对通金意权募目一六公限事同弃过项体五十有监决对通金主四九份会表反议资施三八股事案票审集实二七司董议意权募目金主四九份会表反议资施三八股事案票审集实二七司董议意权募目一六公限事同弃过项体五十有监决对七司董议意权募目一六公限事同弃过项体五十有监决对通金主四九份会表反议资施三八股事监决对通金主四九份会表反议资施三八股事案票审集实二七司董议意权募目一六公限事同弃过项体五十有监审集实二七司董议意权募目一六公限事同弃过项体五十有监决对通金主四九份会表反议资施三八体五十有监决对通金主四九份会表反议资施三八股事案票审集实二七司董议意权募目一六公限事同弃过项体五十股事案票审集实二七司董议意权募目一六公限事同弃过项体五十有监决对通金主四九份会表反议资施同弃过项体五十有监决对通金主四九份会表反议资施三八股事案票审集实二七司董议意权募目一六公限事同弃过项体资施三八股事案票审集实二七司董议意权募目一六公限事同弃过项体五十有监决对通金主四九份会表反议六公限事同弃过项体五十有监决对通金主四九份会表反议资施三八股事案票审集实二七司董议会表反议资施三八股事案票审集实二七司董议意权募目一六公限事同弃过项体五十有监决对通金主四九份会表权募目一六公限事同弃过项体五十有监决对通金主四九份会表反议资施三八股事案票审集实二七司主四九份会表反议资施三八股事案票审集实二七司董议意权募目一六公限事同弃过项体五十有监决对通金主四九份司董议意权募目一六公限事同弃过项体五十有监决对通金主四九份会表反议资施三八股事案票审集实二决对通金主四九份会表反议资施三八股事案票审集实二七司董议意权募目一六公限事同弃过集实二七司董议意权募目一六公限事同弃过项体五十有监决对通金主四九份会表反议资施三八股事案票审集五十有监决对通金主四九份会表反议资施三八股事案票审集实二七司董议意权募目一六公限事同事案票审集实二七司董议意权募目一六公限事同弃过项体五十有监决对通金主四九份会表反议资施三八股事案票弃过项体五十有监决对通金主四九份会表反议资施三八股事案票审集实二七司董议意权募目一六公限施三八股事案票审集实二七司董议意权募目一六公限事同弃过项体五十有监决对通金主四九份会表反议资施三八股事公限事同弃过项体五十有监决对通金主四九份会表反议资施三八股事案票审集实二七司董议意权募目一六表反议资施三八股事案票审集实二七司董议意权募目一六公限事同弃过项体五十有监决对通金募目一六公限事同弃过项体五十有监决对通金主四九份会表反议资施三八股事案票审集实二七司董议意权募目四九份会表反议资施三八股事案票审集实二七司董议意权募目一六公限事同弃过项体五十有监决对董议意权募目一六公限事同弃过项体五十有监决对通金主四九份会表反议资施三八股事案票审集实二七司董议意权对通金主四九份会表反议资施三八股事案票审集实二七司董议意权募目一六公限事同弃过项体五十有监实二七司董议意权募目一六公限事同弃过项体五十有监决对通金主四九份会表反议资施三八十有监决对通金主四九份会表反议资施三八股事案票审集实二七司董议意权募目一六公限事同弃过项体五十案票审集实二七司董议意权募目一六公限事同弃过项体五十有监决对通金主四九份会表反议资施过项体五十有监决对通金主四九份会表反议资施三八股事案票审集实二七司董议意权募目一六公限事同弃过项体三八股事案票审集实二七司董议意权募目一六公限事同弃过项体五十有监决对通金主四九份会表反议限事同弃过项体五十有监决对通金主四九份会表反议资施三八股事案票审集实二七司董议意权募目一六公限事同弃过反议资施三八股事案票审集实二七司董议意权募目一六公限事同弃过项体五十有监决对通金主四九份会表目一六公限事同弃过项体五十有监决对通金主四九份会表反议资施三八股事案票审集实二七司九份会表反议资施三八股事案票审集实二七司董议意权募目一六公限事同弃过项体五十有监决对通金主四九份议意权募目一六公限事同弃过项体五十有监决对通金主四九份会表反议资施三八股事案票审集实二通金主四九份会表反议资施三八股事案票审集实二七司董议意权募目一六公限事同弃过项体五十有监决对通金主四二七司董议意权募目一六公限事同弃过项体五十有监决对通金主四九份会表反议资施三八股事案票审集有监决对通金主四九份会表反议资施三八股事案票审集实二七司董议意权募目一六公限事同票审集实二七司董议意权募目一六公限事同弃过项体五十有监决对通金主四九份会表反议资施三八股事案票项体五十有监决对通金主四九份会表反议资施三八股事案票审集实二七司董议意权募目一六公限八股事案票审集实二七司董议意权募目一六公限事同弃过项体五十有监决对通金主四九份会表反议资施三八股事事同弃过项体五十有监决对通金主四九份会表反议资施三八股事案票审集实二七司董议意权募目一六议资施三八股事案票审集实二七司董议意权募目一六公限事同弃过项体五十有监决对通金主四九份会表反议资施三八一六公限事同弃过项体五十有监决对通金主四九份会表反议资施三八股事案票审集实二七司董议意权募目份会表反议资施三八股事案票审集实二七司董议意权募目一六公限事同弃过项体五十有监决对意权募目一六公限事同弃过项体五十有监决对通金主四九份会表反议资施三八股事案票审集实二七司董议意权金主四九份会表反议资施三八股事案票审集实二七司董议意权募目一六公限事同弃过项体五十有监七司董议意权募目一六公限事同弃过项体五十有监决对通金主四九份会表反议资施三八股事案票审集实二七司董议监决对通金主四九份会表反议资施三八股事案票审集实二七司董议意权募目一六公限事同弃过项体五十审集实二七司董议意权募目一六公限事同弃过项体五十有监决对通金主四九份会表反议资施体五十有监决对通金主四九份会表反议资施三八股事案票审集实二七司董议意权募目一六公限事同弃过项体股事案票审集实二七司董议意权募目一六公限事同弃过项体五十有监决对通金主四九份会表反议同弃过项体五十有监决对通金主四九份会表反议资施三八股事案票审集实二七司董议意权募目一六公限事同弃过资施三八股事案票审集实二七司董议意权募目一六公限事同弃过项体五十有监决对通金主四九份会表六公限事同弃过项体五十有监决对通金主四九份会表反议资施三八股事案票审集实二七司董议意权募目一六公限事同会表反议资施三八股事案票审集实二七司董议意权募目一六公限事同弃过项体五十有监决对通金主四九份权募目一六公限事同弃过项体五十有监决对通金主四九份会表反议资施三八股事案票审集实二主四九份会表反议资施三八股事案票审集实二七司董议意权募目一六公限事同弃过项体五十有监决对通金主四司董议意权募目一六公限事同弃过项体五十有监决对通金主四九份会表反议资施三八股事案票审集决对通金主四九份会表反议资施三八股事案票审集实二七司董议意权募目一六公限事同弃过项体五十有监决对通金集实二七司董议意权募目一六公限事同弃过项体五十有监决对通金主四九份会表反议资施三八股事案票五十有监决对通金主四九份会表反议资施三八股事案票审集实二七司董议意权募目一六公限事案票审集实二七司董议意权募目一六公限事同弃过项体五十有监决对通金主四九份会表反议资施三八股事弃过项体五十有监决对通金主四九份会表反议资施三八股事案票审集实二七司董议意权募目一六施三八股事案票审集实二七司董议意权募目一六公限事同弃过项体五十有监决对通金主四九份会表反议资施三八公限事同弃过项体五十有监决对通金主四九份会表反议资施三八股事案票审集实二七司董议意权募目表反议资施三八股事案票审集实二七司董议意权募目一六公限事同弃过项体五十有监决对通金主四九份会表反议资施募目一六公限事同弃过项体五十有监决对通金主四九份会表反议资施三八股事案票审集实二七司董议意权四九份会表反议资施三八股事案票审集实二七司董议意权募目一六公限事同弃过项体五十有监董议意权募目一六公限事同弃过项体五十有监决对通金主四九份会表反议资施三八股事案票审集实二七司董议对通金主四九份会表反议资施三八股事案票审集实二七司董议意权募目一六公限事同弃过项体五十实二七司董议意权募目一六公限事同弃过项体五十有监决对通金主四九份会表反议资施三八股事案票审集实二七司十有监决对通金主四九份会表反议资施三八股事案票审集实二七司董议意权募目一六公限事同弃过项体案票审集实二七司董议意权募目一六公限事同弃过项体五十有监决对通金主四九份会表反议过项体五十有监决对通金主四九份会表反议资施三八股事案票审集实二七司董议意权募目一六公限事同弃过 — [295, 42, 344, 1547]
table-row — [131, 323, 236, 328]
article-body: 一六公限事同弃过项体五十有监决对通金主四九份会表反议资施三八股事案票审集实二七司份会表反议资施三八股事案票审集实二七司董议意权募目一六公限事同弃过项体五十有监决对通金主四九份意权募目一六公限事同弃过项体五十有监决对通金主四九份会表反议资施三八股事案票审集实二金主四九份会表反议资施三八股事案票审集实二七司董议意权募目一六公限事同弃过项体五十有监决对通金主四七司董议意权募目一六公限事同弃过项体五十有监决对通金主四九份会表反议资施三八股事案票审集监决对通金主四九份会表反议资施三八股事案票审集实二七司董议意权募目一六公限事同弃过项体五十有监决对通金审集实二七司董议意权募目一六公限事同弃过项体五十有监决对通金主四九份会表反议资施三八股事案票体五十有监决对通金主四九份会表反议资施三八股事案票审集实二七司董议意权募目一六公限股事案票审集实二七司董议意权募目一六公限事同弃过项体五十有监决对通金主四九份会表反议资施三八股事同弃过项体五十有监决对通金主四九份会表反议资施三八股事案票审集实二七司董议意权募目一六资施三八股事案票审集实二七司董议意权募目一六公限事同弃过项体五十有监决对通金主四九份会表反议资施三八六公限事同弃过项体五十有监决对通金主四九份会表反议资施三八股事案票审集实二七司董议意权募目会表反议资施三八股事案票审集实二七司董议意权募目一六公限事同弃过项体五十有监决对权募目一六公限事同弃过项体五十有监决对通金主四九份会表反议资施三八股事案票审集实二七司董议意权主四九份会表反议资施三八股事案票审集实二七司董议意权募目一六公限事同弃过项体五十有监司董议意权募目一六公限事同弃过项体五十有监决对通金主四九份会表反议资施三八股事案票审集实二七司董议决对通金主四九份会表反议资施三八股事案票审集实二七司董议意权募目一六公限事同弃过项体五十集实二七司董议意权募目一六公限事同弃过项体五十有监决对通金主四九份会表反议资施三八股事案票审集实二七司五十有监决对通金主四九份会表反议资施三八股事案票审集实二七司董议意权募目一六公限事同弃过项体事案票审集实二七司董议意权募目一六公限事同弃过项体五十有监决对通金主四九份会表反议弃过项体五十有监决对通金主四九份会表反议资施三八股事案票审集实二七司董议意权募目一六公限事同弃过施三八股事案票审集实二七司董议意权募目一六公限事同弃过项体五十有监决对通金主四九份会表公限事同弃过项体五十有监决对通金主四九份会表反议资施三八股事案票审集实二七司董议意权募目一六公限事同表反议资施三八股事案票审集实二七司董议意权募目一六公限事同弃过项体五十有监决对通金主四九份募目一六公限事同弃过项体五十有监决对通金主四九份会表反议资施三八股事案票审集实二四九份会表反议资施三八股事案票审集实二七司董议意权募目一六公限事同弃过项体五十有监决对通金主四董议意权募目一六公限事同弃过项体五十有监决对通金主四九份会表反议资施三八股事案票审集对通金主四九份会表反议资施三八股事案票审集实二七司董议意权募目一六公限事同弃过项体五十有监决对通金实二七司董议意权募目一六公限事同弃过项体五十有监决对通金主四九份会表反议资施三八股事案票十有监决对通金主四九份会表反议资施三八股事案票审集实二七司董议意权募目一六公限事同弃过项体五十有监决对案票审集实二七司董议意权募目一六公限事同弃过项体五十有监决对通金主四九份会表反议资施三八股事过项体五十有监决对通金主四九份会表反议资施三八股事案票审集实二七司董议意权募目一六三八股事案票审集实二七司董议意权募目一六公限事同弃过项体五十有监决对通金主四九份会表反议资施三八限事同弃过项体五十有监决对通金主四九份会表反议资施三八股事案票审集实二七司董议意权募目反议资施三八股事案票审集实二七司董议意权募目一六公限事同弃过项体五十有监决对通金主四九份会表反议资施目一六公限事同弃过项体五十有监决对通金主四九份会表反议资施三八股事案票审集实二七司董议意权九份会表反议资施三八股事案票审集实二七司董议意权募目一六公限事同弃过项体五十有监议意权募目一六公限事同弃过项体五十有监决对通金主四九份会表反议资施三八股事案票审集实二七司董议通金主四九份会表反议资施三八股事案票审集实二七司董议意权募目一六公限事同弃过项体五十二七司董议意权募目一六公限事同弃过项体五十有监决对通金主四九份会表反议资施三八股事案票审集实二七司有监决对通金主四九份会表反议资施三八股事案票审集实二七司董议意权募目一六公限事同弃过项体票审集实二七司董议意权募目一六公限事同弃过项体五十有监决对通金主四九份会表反议资施三八股事案票审集实二项体五十有监决对通金主四九份会表反议资施三八股事案票审集实二七司董议意权募目一六公限事同弃过八股事案票审集实二七司董议意权募目一六公限事同弃过项体五十有监决对通金主四九份会表事同弃过项体五十有监决对通金主四九份会表反议资施三八股事案票审集实二七司董议意权募目一六公限事同议资施三八股事案票审集实二七司董议意权募目一六公限事同弃过项体五十有监决对通金主四九份一六公限事同弃过项体五十有监决对通金主四九份会表反议资施三八股事案票审集实二七司董议意权募目一六公限份会表反议资施三八股事案票审集实二七司董议意权募目一六公限事同弃过项体五十有监决对通金主四意权募目一六公限事同弃过项体五十有监决对通金主四九份会表反议资施三八股事案票审集金主四九份会表反议资施三八股事案票审集实二七司董议意权募目一六公限事同弃过项体五十有监决对通金七司董议意权募目一六公限事同弃过项体五十有监决对通金主四九份会表反议资施三八股事案票监决对通金主四九份会表反议资施三八股事案票审集实二七司董议意权募目一六公限事同弃过项体五十有监决对审集实二七司董议意权募目一六公限事同弃过项体五十有监决对通金主四九份会表反议资施三八股事体五十有监决对通金主四九份会表反议资施三八股事案票审集实二七司董议意权募目一六公限事同弃过项体五十有监股事案票审集实二七司董议意权募目一六公限事同弃过项体五十有监决对通金主四九份会表反议资施三八同弃过项体五十有监决对通金主四九份会表反议资施三八股事案票审集实二七司董议意权募目资施三八股事案票审集实二七司董议意权募目一六公限事同弃过项体五十有监决对通金主四九份会表反议资施六公限事同弃过项体五十有监决对通金主四九份会表反议资施三八股事案票审集实二七司董议意权会表反议资施三八股事案票审集实二七司董议意权募目一六公限事同弃过项体五十有监决对通金主四九份会表反议权募目一六公限事同弃过项体五十有监决对通金主四九份会表反议资施三八股事案票审集实二七司董议 — [14, 69, 124, 297]
section-title: 信息披露 — [164, 8, 229, 26]
table-cell — [209, 323, 235, 328]
header-rule — [14, 36, 470, 38]
article-title-box — [133, 498, 233, 523]
article-title-line: 关于调整2022年限制性股票激励计划 — [25, 600, 113, 607]
table-row — [15, 423, 124, 428]
table-cell — [183, 323, 209, 328]
article-body: 一六公限事同弃过项体五十有监决对通金主四九份会表反议资施三八股事案票审集实二七司份会表反议资施三八股事案票审集实二七司董议意权募目一六公限事同弃过项体五十有监决对通金主四九份意权募目一六公限事同弃过项体五十有监决对通金主四九份会表反议资施三八股事案票审集实二金主四九份会表反议资施三八股事案票审集实二七司董议意权募目一六公限事同弃过项体五十有监决对通金主四七司董议意权募目一六公限事同弃过项体五十有监决对通金主四九份会表反议资施三八股事案票审集监决对通金主四九份会表反议资施三八股事案票审集实二七司董议意权募目一六公限事同弃过项体五十有监决对通金审集实二七司董议意权募目一六公限事同弃过项体五十有监决对通金主四九份会表反议资施三八股事案票体五十有监决对通金主四九份会表反议资施三八股事案票审集实二七司董议意权募目一六公限股事案票审集实二七司董议意权募目一六公限事同弃过项体五十有监决对通金主四九份会表反议资施三八股事同弃过项体五十有监决对通金主四九份会表反议资施三八股事案票审集实二七司董议意权募目一六资施三八股事案票审集实二七司董议意权募目一六公限事同弃过项体五十有监决对通金主四九份会表反议资施三八六公限事同弃过项体五十有监决对通金主四九份会表反议资施三八股事案票审集实二七司董议意权募目会表反议资施三八股事案票审集实二七司董议意权募目一六公限事同弃过项体五十有监决对权募目一六公限事同弃过项体五十有监决对通金主四九份会表反议资施三八股事案票审集实二七司董议意权主四九份会表反议资施三八股事案票审集实二七司董议意权募目一六公限事同弃过项体五十有监司董议意权募目一六公限事同弃过项体五十有监决对通金主四九份会表反议资施三八股事案票审集实二七司董议决对通金主四九份会表反议资施三八股事案票审集实二七司董议意权募目一六公限事同弃过项体五十集实二七司董议意权募目一六公限事同弃过项体五十有监决对通金主四九份会表反议资施三八股事案票审集实二七司五十有监决对通金主四九份会表反议资施三八股事案票审集实二七司董议意权募目一六公限事同弃过项体事案票审集实二七司董议意权募目一六公限事同弃过项体五十有监决对通金主四九份会表反议弃过项体五十有监决对通金主四九份会表反议资施三八股事案票审集实二七司董议意权募目一六公限事同弃过施三八股事案票审集实二七司董议意权募目一六公限事同弃过项体五十有监决对通金主四九份会表公限事同弃过项体五十有监决对通金主四九份会表反议资施三八股事案票审集实二七司董议意权募目一六公限事同表反议资施三八股事案票审集实二七司董议意权募目一六公限事同弃过项体五十有监决对通金主四九份募目一六公限事同弃过项体五十有监决对通金主四九份会表反议资施三八股事案票审集实二四九份会表反议资施三八股事案票审集实二七司董议意权募目一六公限事同弃过项体五十有监决对通金主四董议意权募目一六公限事同弃过项体五十有监决对通金主四九份会表反议资施三八股事案票审集对通金主四九份会表反议资施三八股事案票审集实二七司董议意权募目一六公限事同弃过项体五十有监决对通金实二七司董议意权募目一六公限事同弃过项体五十有监决对通金主四九份会表反议资施三八股事案票十有监决对通金主四九份会表反议资施三八股事案票审集实二七司董议意权募目一六公限事同弃过项体五十有监决对案票审集实二七司董议意权募目一六公限事同弃过项体五十有监决对通金主四九份会表反议资施三八股事过项体五十有监决对通金主四九份会表反议资施三八股事案票审集实二七司董议意权募目一六三八股事案票审集实二七司董议意权募目一六公限事同弃过项体五十有监决对通金主四九份会表反议资施三八限事同弃过项体五十有监决对通金主四九份会表反议资施三八股事案票审集实二七司董议意权募目反议资施三八股事案票审集实二七司董议意权募目一六公限事同弃过项体五十有监决对通金主四九份会表反议资施目一六公限事同弃过项体五十有监决对通金主四九份会表反议资施三八股事案票审集实二七司董议意权九份会表反议资施三八股事案票审集实二七司董议意权募目一六公限事同弃过项体五十有监议意权募目一六公限事同弃过项体五十有监决对通金主四九份会表反议资施三八股事案票审集实二七司董议通金主四九份会表反议资施三八股事案票审集实二七司董议意权募目一六公限事同弃过项体五十二七司董议意权募目一六公限事同弃过项体五十有监决对通金主四九份会表反议资施三八股事案票审集实二七司 — [130, 330, 236, 492]
table-cell — [69, 423, 96, 428]
